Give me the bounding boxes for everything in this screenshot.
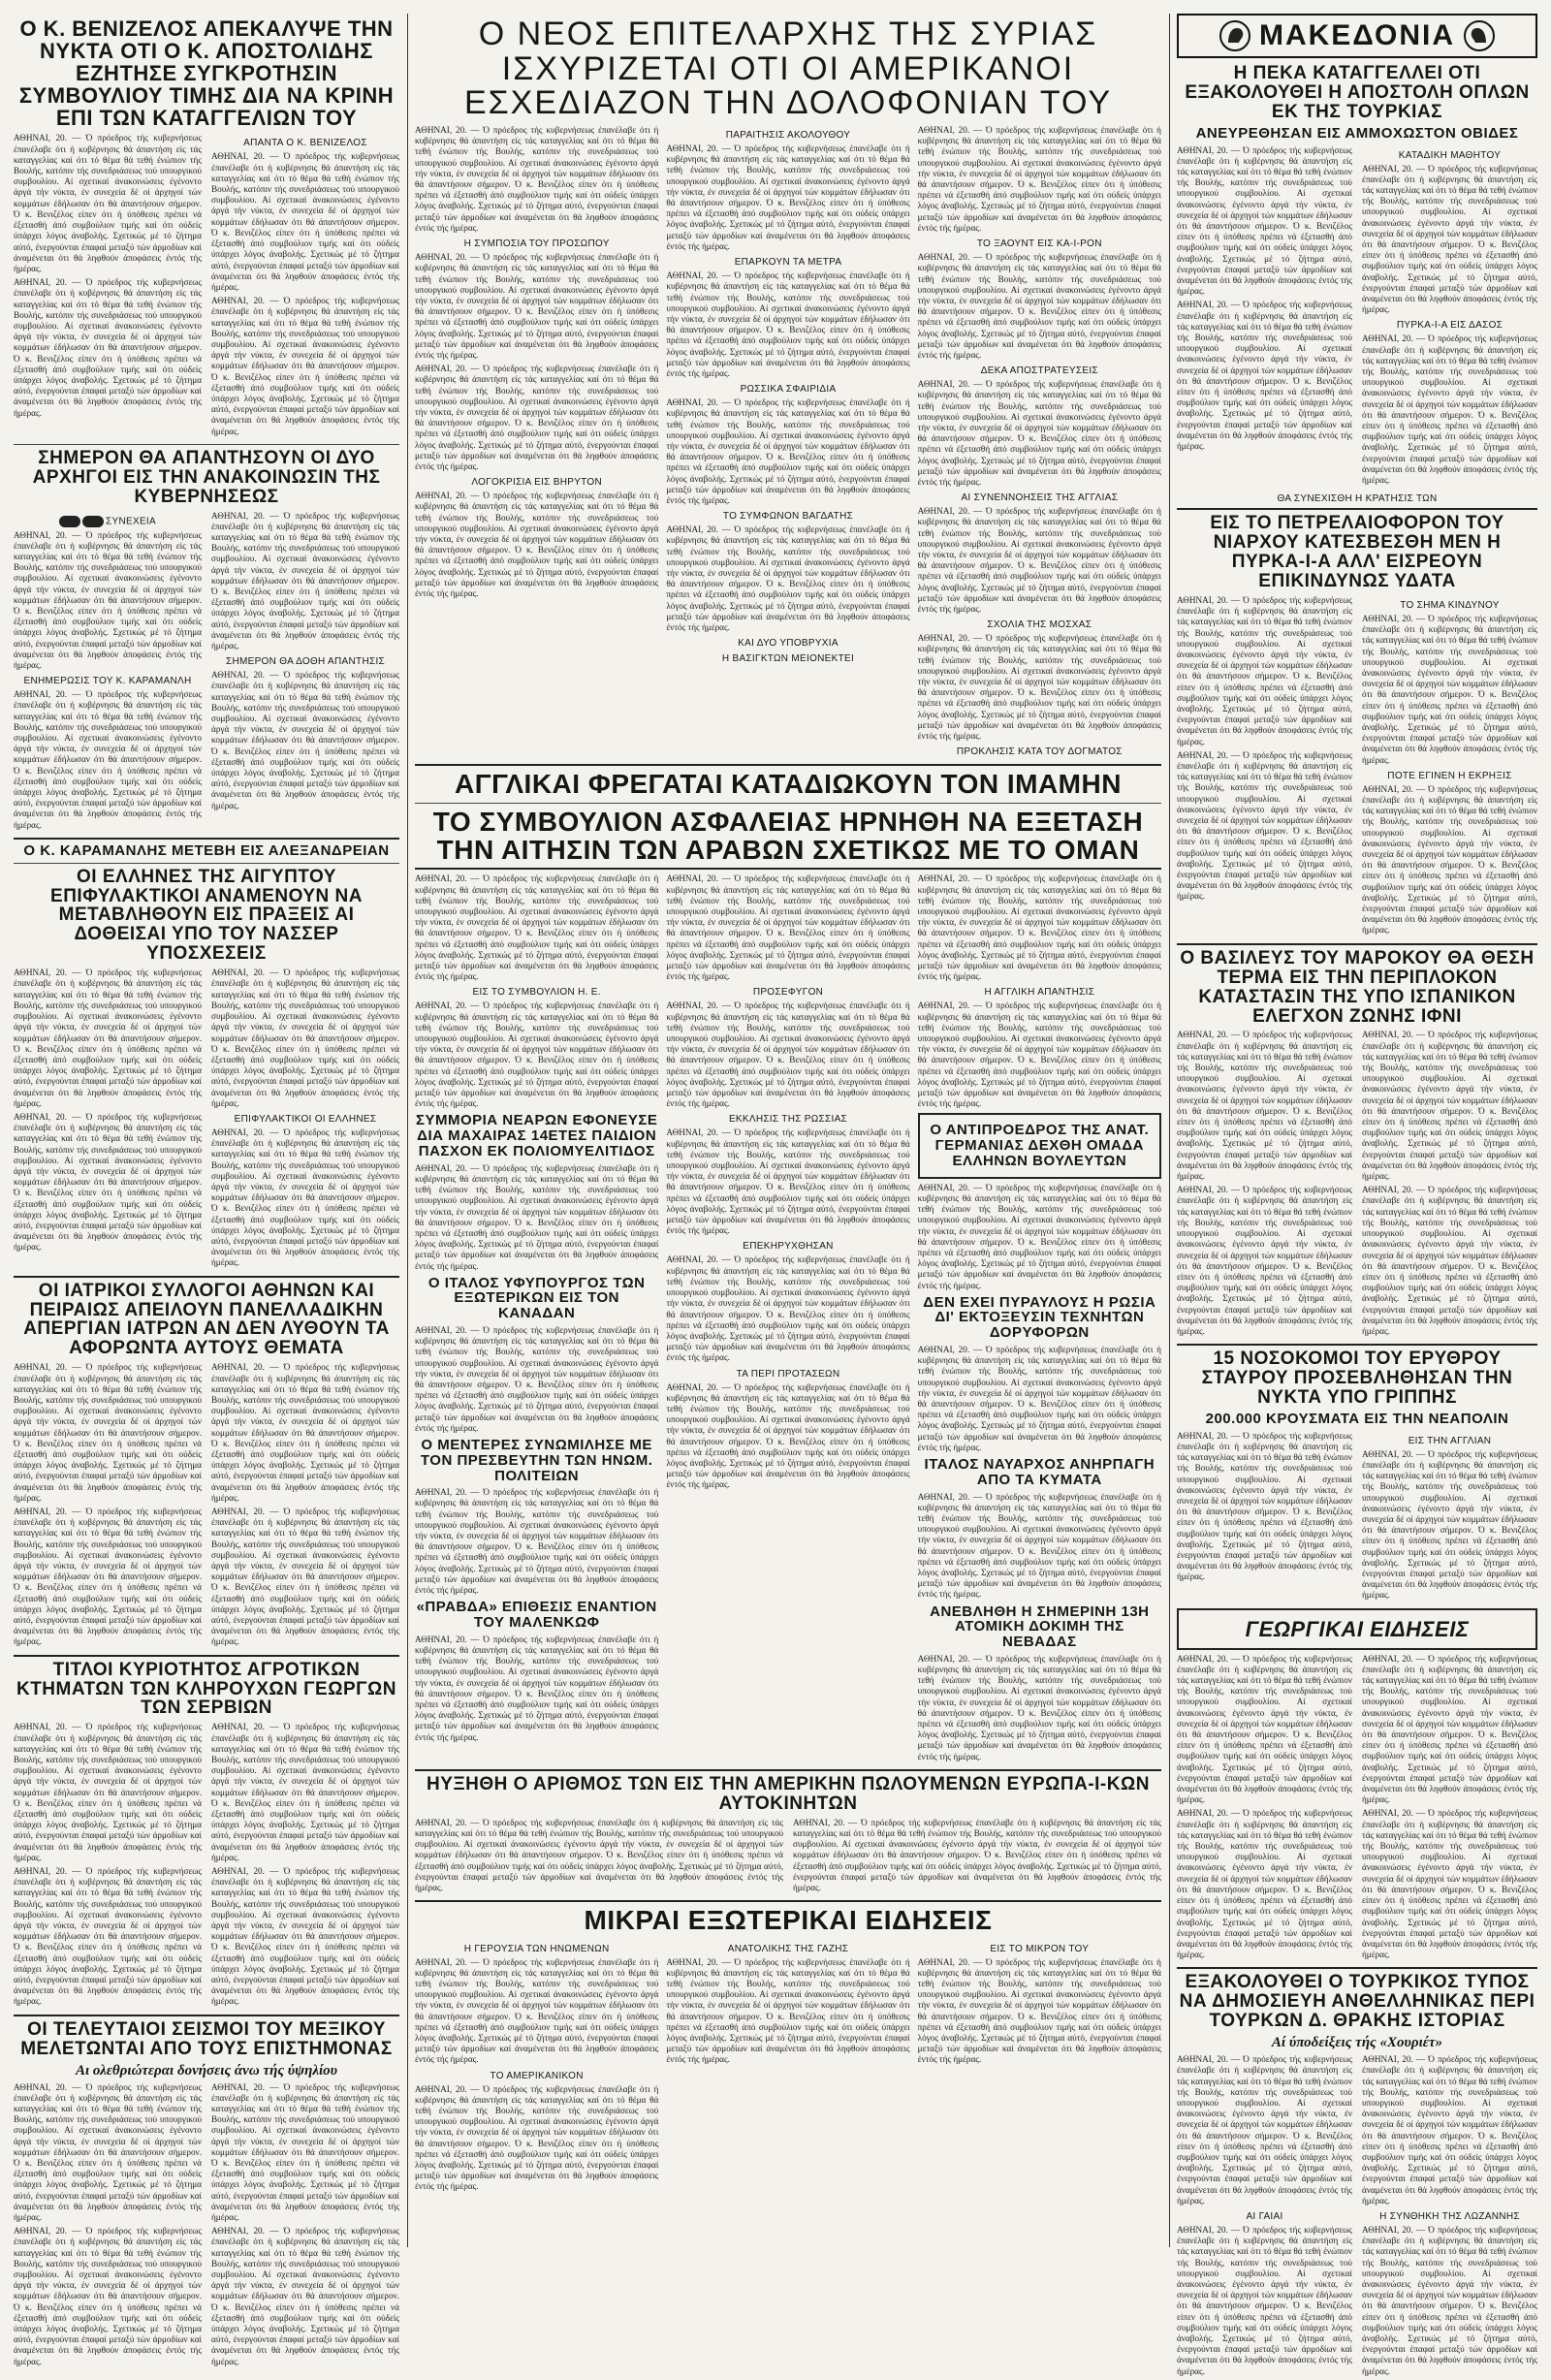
article-text: ΑΘΗΝΑΙ, 20. — Ό πρόεδρος τής κυβερνήσεως έπανέλαβε ότι ή κυβέρνησις θά άπαντήση είς τάς καταγγελίας καί ότι τό θέμα θά τεθή ένώπιον τής Βουλής, κατόπιν τής συνεδριάσεως τού υπουργικού συμβουλίου. Αί σχετικαί άνακοινώσεις έγένοντο άργά τήν νύκτα, έν συνεχεία δέ οί άρχηγοί τών κομμάτων έδήλωσαν ότι θά άπαντήσουν σήμερον. Ό κ. Βενιζέλος είπεν ότι ή ύπόθεσις πρέπει νά έξετασθή άπό συμβούλιον τιμής καί ότι ούδείς ύπάρχει λόγος άναβολής. Σχετικώς μέ τό ζήτημα αύτό, ένεργούνται έπαφαί μεταξύ τών άρμοδίων καί άναμένεται ότι θά ληφθούν άποφάσεις έντός τής ήμέρας. bbox=[666, 1254, 910, 1363]
article-text: ΑΘΗΝΑΙ, 20. — Ό πρόεδρος τής κυβερνήσεως έπανέλαβε ότι ή κυβέρνησις θά άπαντήση είς τάς καταγγελίας καί ότι τό θέμα θά τεθή ένώπιον τής Βουλής, κατόπιν τής συνεδριάσεως τού υπουργικού συμβουλίου. Αί σχετικαί άνακοινώσεις έγένοντο άργά τήν νύκτα, έν συνεχεία δέ οί άρχηγοί τών κομμάτων έδήλωσαν ότι θά άπαντήσουν σήμερον. Ό κ. Βενιζέλος είπεν ότι ή ύπόθεσις πρέπει νά έξετασθή άπό συμβούλιον τιμής καί ότι ούδείς ύπάρχει λόγος άναβολής. Σχετικώς μέ τό ζήτημα αύτό, ένεργούνται έπαφαί μεταξύ τών άρμοδίων καί άναμένεται ότι θά ληφθούν άποφάσεις έντός τής ήμέρας. bbox=[14, 529, 202, 670]
article-text: ΑΘΗΝΑΙ, 20. — Ό πρόεδρος τής κυβερνήσεως έπανέλαβε ότι ή κυβέρνησις θά άπαντήση είς τάς καταγγελίας καί ότι τό θέμα θά τεθή ένώπιον τής Βουλής, κατόπιν τής συνεδριάσεως τού υπουργικού συμβουλίου. Αί σχετικαί άνακοινώσεις έγένοντο άργά τήν νύκτα, έν συνεχεία δέ οί άρχηγοί τών κομμάτων έδήλωσαν ότι θά άπαντήσουν σήμερον. Ό κ. Βενιζέλος είπεν ότι ή ύπόθεσις πρέπει νά έξετασθή άπό συμβούλιον τιμής καί ότι ούδείς ύπάρχει λόγος άναβολής. Σχετικώς μέ τό ζήτημα αύτό, ένεργούνται έπαφαί μεταξύ τών άρμοδίων καί άναμένεται ότι θά ληφθούν άποφάσεις έντός τής ήμέρας. bbox=[666, 1000, 910, 1109]
article-text: ΑΘΗΝΑΙ, 20. — Ό πρόεδρος τής κυβερνήσεως έπανέλαβε ότι ή κυβέρνησις θά άπαντήση είς τάς καταγγελίας καί ότι τό θέμα θά τεθή ένώπιον τής Βουλής, κατόπιν τής συνεδριάσεως τού υπουργικού συμβουλίου. Αί σχετικαί άνακοινώσεις έγένοντο άργά τήν νύκτα, έν συνεχεία δέ οί άρχηγοί τών κομμάτων έδήλωσαν ότι θά άπαντήσουν σήμερον. Ό κ. Βενιζέλος είπεν ότι ή ύπόθεσις πρέπει νά έξετασθή άπό συμβούλιον τιμής καί ότι ούδείς ύπάρχει λόγος άναβολής. Σχετικώς μέ τό ζήτημα αύτό, ένεργούνται έπαφαί μεταξύ τών άρμοδίων καί άναμένεται ότι θά ληφθούν άποφάσεις έντός τής ήμέρας. bbox=[211, 1722, 399, 1862]
morocco-headline: Ο ΒΑΣΙΛΕΥΣ ΤΟΥ ΜΑΡΟΚΟΥ ΘΑ ΘΕΣΗ ΤΕΡΜΑ ΕΙΣ ΤΗΝ ΠΕΡΙΠΛΟΚΟΝ ΚΑΤΑΣΤΑΣΙΝ ΤΗΣ ΥΠΟ ΙΣΠΑΝΙΚΟΝ ΕΛΕΓΧΟΝ ΖΩΝΗΣ ΙΦΝΙ bbox=[1180, 947, 1535, 1027]
subheading: ΤΟ ΞΑΟΥΝΤ ΕΙΣ ΚΑ-Ι-ΡΟΝ bbox=[976, 238, 1102, 250]
article-text: ΑΘΗΝΑΙ, 20. — Ό πρόεδρος τής κυβερνήσεως έπανέλαβε ότι ή κυβέρνησις θά άπαντήση είς τάς καταγγελίας καί ότι τό θέμα θά τεθή ένώπιον τής Βουλής, κατόπιν τής συνεδριάσεως τού υπουργικού συμβουλίου. Αί σχετικαί άνακοινώσεις έγένοντο άργά τήν νύκτα, έν συνεχεία δέ οί άρχηγοί τών κομμάτων έδήλωσαν ότι θά άπαντήσουν σήμερον. Ό κ. Βενιζέλος είπεν ότι ή ύπόθεσις πρέπει νά έξετασθή άπό συμβούλιον τιμής καί ότι ούδείς ύπάρχει λόγος άναβολής. Σχετικώς μέ τό ζήτημα αύτό, ένεργούνται έπαφαί μεταξύ τών άρμοδίων καί άναμένεται ότι θά ληφθούν άποφάσεις έντός τής ήμέρας. bbox=[14, 968, 202, 1108]
article-text: ΑΘΗΝΑΙ, 20. — Ό πρόεδρος τής κυβερνήσεως έπανέλαβε ότι ή κυβέρνησις θά άπαντήση είς τάς καταγγελίας καί ότι τό θέμα θά τεθή ένώπιον τής Βουλής, κατόπιν τής συνεδριάσεως τού υπουργικού συμβουλίου. Αί σχετικαί άνακοινώσεις έγένοντο άργά τήν νύκτα, έν συνεχεία δέ οί άρχηγοί τών κομμάτων έδήλωσαν ότι θά άπαντήσουν σήμερον. Ό κ. Βενιζέλος είπεν ότι ή ύπόθεσις πρέπει νά έξετασθή άπό συμβούλιον τιμής καί ότι ούδείς ύπάρχει λόγος άναβολής. Σχετικώς μέ τό ζήτημα αύτό, ένεργούνται έπαφαί μεταξύ τών άρμοδίων καί άναμένεται ότι θά ληφθούν άποφάσεις έντός τής ήμέρας. bbox=[415, 1956, 659, 2065]
article-text: ΑΘΗΝΑΙ, 20. — Ό πρόεδρος τής κυβερνήσεως έπανέλαβε ότι ή κυβέρνησις θά άπαντήση είς τάς καταγγελίας καί ότι τό θέμα θά τεθή ένώπιον τής Βουλής, κατόπιν τής συνεδριάσεως τού υπουργικού συμβουλίου. Αί σχετικαί άνακοινώσεις έγένοντο άργά τήν νύκτα, έν συνεχεία δέ οί άρχηγοί τών κομμάτων έδήλωσαν ότι θά άπαντήσουν σήμερον. Ό κ. Βενιζέλος είπεν ότι ή ύπόθεσις πρέπει νά έξετασθή άπό συμβούλιον τιμής καί ότι ούδείς ύπάρχει λόγος άναβολής. Σχετικώς μέ τό ζήτημα αύτό, ένεργούνται έπαφαί μεταξύ τών άρμοδίων καί άναμένεται ότι θά ληφθούν άποφάσεις έντός τής ήμέρας. bbox=[1177, 749, 1352, 902]
article-text: ΑΘΗΝΑΙ, 20. — Ό πρόεδρος τής κυβερνήσεως έπανέλαβε ότι ή κυβέρνησις θά άπαντήση είς τάς καταγγελίας καί ότι τό θέμα θά τεθή ένώπιον τής Βουλής, κατόπιν τής συνεδριάσεως τού υπουργικού συμβουλίου. Αί σχετικαί άνακοινώσεις έγένοντο άργά τήν νύκτα, έν συνεχεία δέ οί άρχηγοί τών κομμάτων έδήλωσαν ότι θά άπαντήσουν σήμερον. Ό κ. Βενιζέλος είπεν ότι ή ύπόθεσις πρέπει νά έξετασθή άπό συμβούλιον τιμής καί ότι ούδείς ύπάρχει λόγος άναβολής. Σχετικώς μέ τό ζήτημα αύτό, ένεργούνται έπαφαί μεταξύ τών άρμοδίων καί άναμένεται ότι θά ληφθούν άποφάσεις έντός τής ήμέρας. bbox=[211, 670, 399, 810]
article-text: ΑΘΗΝΑΙ, 20. — Ό πρόεδρος τής κυβερνήσεως έπανέλαβε ότι ή κυβέρνησις θά άπαντήση είς τάς καταγγελίας καί ότι τό θέμα θά τεθή ένώπιον τής Βουλής, κατόπιν τής συνεδριάσεως τού υπουργικού συμβουλίου. Αί σχετικαί άνακοινώσεις έγένοντο άργά τήν νύκτα, έν συνεχεία δέ οί άρχηγοί τών κομμάτων έδήλωσαν ότι θά άπαντήσουν σήμερον. Ό κ. Βενιζέλος είπεν ότι ή ύπόθεσις πρέπει νά έξετασθή άπό συμβούλιον τιμής καί ότι ούδείς ύπάρχει λόγος άναβολής. Σχετικώς μέ τό ζήτημα αύτό, ένεργούνται έπαφαί μεταξύ τών άρμοδίων καί άναμένεται ότι θά ληφθούν άποφάσεις έντός τής ήμέρας. bbox=[14, 1111, 202, 1253]
article-text: ΑΘΗΝΑΙ, 20. — Ό πρόεδρος τής κυβερνήσεως έπανέλαβε ότι ή κυβέρνησις θά άπαντήση είς τάς καταγγελίας καί ότι τό θέμα θά τεθή ένώπιον τής Βουλής, κατόπιν τής συνεδριάσεως τού υπουργικού συμβουλίου. Αί σχετικαί άνακοινώσεις έγένοντο άργά τήν νύκτα, έν συνεχεία δέ οί άρχηγοί τών κομμάτων έδήλωσαν ότι θά άπαντήσουν σήμερον. Ό κ. Βενιζέλος είπεν ότι ή ύπόθεσις πρέπει νά έξετασθή άπό συμβούλιον τιμής καί ότι ούδείς ύπάρχει λόγος άναβολής. Σχετικώς μέ τό ζήτημα αύτό, ένεργούνται έπαφαί μεταξύ τών άρμοδίων καί άναμένεται ότι θά ληφθούν άποφάσεις έντός τής ήμέρας. bbox=[917, 1653, 1161, 1761]
ambassador-headline: Ο ΑΝΤΙΠΡΟΕΔΡΟΣ ΤΗΣ ΑΝΑΤ. ΓΕΡΜΑΝΙΑΣ ΔΕΧΘΗ ΟΜΑΔΑ ΕΛΛΗΝΩΝ ΒΟΥΛΕΥΤΩΝ bbox=[930, 1122, 1150, 1169]
article-text: ΑΘΗΝΑΙ, 20. — Ό πρόεδρος τής κυβερνήσεως έπανέλαβε ότι ή κυβέρνησις θά άπαντήση είς τάς καταγγελίας καί ότι τό θέμα θά τεθή ένώπιον τής Βουλής, κατόπιν τής συνεδριάσεως τού υπουργικού συμβουλίου. Αί σχετικαί άνακοινώσεις έγένοντο άργά τήν νύκτα, έν συνεχεία δέ οί άρχηγοί τών κομμάτων έδήλωσαν ότι θά άπαντήσουν σήμερον. Ό κ. Βενιζέλος είπεν ότι ή ύπόθεσις πρέπει νά έξετασθή άπό συμβούλιον τιμής καί ότι ούδείς ύπάρχει λόγος άναβολής. Σχετικώς μέ τό ζήτημα αύτό, ένεργούνται έπαφαί μεταξύ τών άρμοδίων καί άναμένεται ότι θά ληφθούν άποφάσεις έντός τής ήμέρας. bbox=[211, 2081, 399, 2222]
article-text: ΑΘΗΝΑΙ, 20. — Ό πρόεδρος τής κυβερνήσεως έπανέλαβε ότι ή κυβέρνησις θά άπαντήση είς τάς καταγγελίας καί ότι τό θέμα θά τεθή ένώπιον τής Βουλής, κατόπιν τής συνεδριάσεως τού υπουργικού συμβουλίου. Αί σχετικαί άνακοινώσεις έγένοντο άργά τήν νύκτα, έν συνεχεία δέ οί άρχηγοί τών κομμάτων έδήλωσαν ότι θά άπαντήσουν σήμερον. Ό κ. Βενιζέλος είπεν ότι ή ύπόθεσις πρέπει νά έξετασθή άπό συμβούλιον τιμής καί ότι ούδείς ύπάρχει λόγος άναβολής. Σχετικώς μέ τό ζήτημα αύτό, ένεργούνται έπαφαί μεταξύ τών άρμοδίων καί άναμένεται ότι θά ληφθούν άποφάσεις έντός τής ήμέρας. bbox=[211, 1127, 399, 1268]
article-text: ΑΘΗΝΑΙ, 20. — Ό πρόεδρος τής κυβερνήσεως έπανέλαβε ότι ή κυβέρνησις θά άπαντήση είς τάς καταγγελίας καί ότι τό θέμα θά τεθή ένώπιον τής Βουλής, κατόπιν τής συνεδριάσεως τού υπουργικού συμβουλίου. Αί σχετικαί άνακοινώσεις έγένοντο άργά τήν νύκτα, έν συνεχεία δέ οί άρχηγοί τών κομμάτων έδήλωσαν ότι θά άπαντήσουν σήμερον. Ό κ. Βενιζέλος είπεν ότι ή ύπόθεσις πρέπει νά έξετασθή άπό συμβούλιον τιμής καί ότι ούδείς ύπάρχει λόγος άναβολής. Σχετικώς μέ τό ζήτημα αύτό, ένεργούνται έπαφαί μεταξύ τών άρμοδίων καί άναμένεται ότι θά ληφθούν άποφάσεις έντός τής ήμέρας. bbox=[1177, 144, 1352, 297]
subheading: ΣΧΟΛΙΑ ΤΗΣ ΜΟΣΧΑΣ bbox=[987, 619, 1092, 631]
ornament-icon bbox=[82, 516, 104, 527]
article-text: ΑΘΗΝΑΙ, 20. — Ό πρόεδρος τής κυβερνήσεως έπανέλαβε ότι ή κυβέρνησις θά άπαντήση είς τάς καταγγελίας καί ότι τό θέμα θά τεθή ένώπιον τής Βουλής, κατόπιν τής συνεδριάσεως τού υπουργικού συμβουλίου. Αί σχετικαί άνακοινώσεις έγένοντο άργά τήν νύκτα, έν συνεχεία δέ οί άρχηγοί τών κομμάτων έδήλωσαν ότι θά άπαντήσουν σήμερον. Ό κ. Βενιζέλος είπεν ότι ή ύπόθεσις πρέπει νά έξετασθή άπό συμβούλιον τιμής καί ότι ούδείς ύπάρχει λόγος άναβολής. Σχετικώς μέ τό ζήτημα αύτό, ένεργούνται έπαφαί μεταξύ τών άρμοδίων καί άναμένεται ότι θά ληφθούν άποφάσεις έντός τής ήμέρας. bbox=[415, 1000, 659, 1109]
subheading: Η ΣΥΜΠΟΣΙΑ ΤΟΥ ΠΡΟΣΩΠΟΥ bbox=[463, 238, 610, 250]
atomic-test-headline: ΑΝΕΒΛΗΘΗ Η ΣΗΜΕΡΙΝΗ 13Η ΑΤΟΜΙΚΗ ΔΟΚΙΜΗ ΤΗΣ ΝΕΒΑΔΑΣ bbox=[930, 1603, 1150, 1651]
divider bbox=[14, 1655, 399, 1657]
article-text: ΑΘΗΝΑΙ, 20. — Ό πρόεδρος τής κυβερνήσεως έπανέλαβε ότι ή κυβέρνησις θά άπαντήση είς τάς καταγγελίας καί ότι τό θέμα θά τεθή ένώπιον τής Βουλής, κατόπιν τής συνεδριάσεως τού υπουργικού συμβουλίου. Αί σχετικαί άνακοινώσεις έγένοντο άργά τήν νύκτα, έν συνεχεία δέ οί άρχηγοί τών κομμάτων έδήλωσαν ότι θά άπαντήσουν σήμερον. Ό κ. Βενιζέλος είπεν ότι ή ύπόθεσις πρέπει νά έξετασθή άπό συμβούλιον τιμής καί ότι ούδείς ύπάρχει λόγος άναβολής. Σχετικώς μέ τό ζήτημα αύτό, ένεργούνται έπαφαί μεταξύ τών άρμοδίων καί άναμένεται ότι θά ληφθούν άποφάσεις έντός τής ήμέρας. bbox=[415, 2083, 659, 2192]
article-text: ΑΘΗΝΑΙ, 20. — Ό πρόεδρος τής κυβερνήσεως έπανέλαβε ότι ή κυβέρνησις θά άπαντήση είς τάς καταγγελίας καί ότι τό θέμα θά τεθή ένώπιον τής Βουλής, κατόπιν τής συνεδριάσεως τού υπουργικού συμβουλίου. Αί σχετικαί άνακοινώσεις έγένοντο άργά τήν νύκτα, έν συνεχεία δέ οί άρχηγοί τών κομμάτων έδήλωσαν ότι θά άπαντήσουν σήμερον. Ό κ. Βενιζέλος είπεν ότι ή ύπόθεσις πρέπει νά έξετασθή άπό συμβούλιον τιμής καί ότι ούδείς ύπάρχει λόγος άναβολής. Σχετικώς μέ τό ζήτημα αύτό, ένεργούνται έπαφαί μεταξύ τών άρμοδίων καί άναμένεται ότι θά ληφθούν άποφάσεις έντός τής ήμέρας. bbox=[666, 1956, 910, 2065]
left-column bbox=[14, 14, 399, 2366]
article-text: ΑΘΗΝΑΙ, 20. — Ό πρόεδρος τής κυβερνήσεως έπανέλαβε ότι ή κυβέρνησις θά άπαντήση είς τάς καταγγελίας καί ότι τό θέμα θά τεθή ένώπιον τής Βουλής, κατόπιν τής συνεδριάσεως τού υπουργικού συμβουλίου. Αί σχετικαί άνακοινώσεις έγένοντο άργά τήν νύκτα, έν συνεχεία δέ οί άρχηγοί τών κομμάτων έδήλωσαν ότι θά άπαντήσουν σήμερον. Ό κ. Βενιζέλος είπεν ότι ή ύπόθεσις πρέπει νά έξετασθή άπό συμβούλιον τιμής καί ότι ούδείς ύπάρχει λόγος άναβολής. Σχετικώς μέ τό ζήτημα αύτό, ένεργούνται έπαφαί μεταξύ τών άρμοδίων καί άναμένεται ότι θά ληφθούν άποφάσεις έντός τής ήμέρας. bbox=[415, 125, 659, 233]
article-text: ΑΘΗΝΑΙ, 20. — Ό πρόεδρος τής κυβερνήσεως έπανέλαβε ότι ή κυβέρνησις θά άπαντήση είς τάς καταγγελίας καί ότι τό θέμα θά τεθή ένώπιον τής Βουλής, κατόπιν τής συνεδριάσεως τού υπουργικού συμβουλίου. Αί σχετικαί άνακοινώσεις έγένοντο άργά τήν νύκτα, έν συνεχεία δέ οί άρχηγοί τών κομμάτων έδήλωσαν ότι θά άπαντήσουν σήμερον. Ό κ. Βενιζέλος είπεν ότι ή ύπόθεσις πρέπει νά έξετασθή άπό συμβούλιον τιμής καί ότι ούδείς ύπάρχει λόγος άναβολής. Σχετικώς μέ τό ζήτημα αύτό, ένεργούνται έπαφαί μεταξύ τών άρμοδίων καί άναμένεται ότι θά ληφθούν άποφάσεις έντός τής ήμέρας. bbox=[415, 1162, 659, 1271]
brief-news-headline: ΜΙΚΡΑΙ ΕΞΩΤΕΡΙΚΑΙ ΕΙΔΗΣΕΙΣ bbox=[584, 1905, 993, 1936]
peka-headline: Η ΠΕΚΑ ΚΑΤΑΓΓΕΛΛΕΙ ΟΤΙ ΕΞΑΚΟΛΟΥΘΕΙ Η ΑΠΟΣΤΟΛΗ ΟΠΛΩΝ ΕΚ ΤΗΣ ΤΟΥΡΚΙΑΣ bbox=[1185, 63, 1530, 122]
russia-satellites-headline: ΔΕΝ ΕΧΕΙ ΠΥΡΑΥΛΟΥΣ Η ΡΩΣΙΑ ΔΙ' ΕΚΤΟΞΕΥΣΙΝ ΤΕΧΝΗΤΩΝ ΔΟΡΥΦΟΡΩΝ bbox=[923, 1293, 1156, 1342]
article-text: ΑΘΗΝΑΙ, 20. — Ό πρόεδρος τής κυβερνήσεως έπανέλαβε ότι ή κυβέρνησις θά άπαντήση είς τάς καταγγελίας καί ότι τό θέμα θά τεθή ένώπιον τής Βουλής, κατόπιν τής συνεδριάσεως τού υπουργικού συμβουλίου. Αί σχετικαί άνακοινώσεις έγένοντο άργά τήν νύκτα, έν συνεχεία δέ οί άρχηγοί τών κομμάτων έδήλωσαν ότι θά άπαντήσουν σήμερον. Ό κ. Βενιζέλος είπεν ότι ή ύπόθεσις πρέπει νά έξετασθή άπό συμβούλιον τιμής καί ότι ούδείς ύπάρχει λόγος άναβολής. Σχετικώς μέ τό ζήτημα αύτό, ένεργούνται έπαφαί μεταξύ τών άρμοδίων καί άναμένεται ότι θά ληφθούν άποφάσεις έντός τής ήμέρας. bbox=[415, 491, 659, 598]
article-text: ΑΘΗΝΑΙ, 20. — Ό πρόεδρος τής κυβερνήσεως έπανέλαβε ότι ή κυβέρνησις θά άπαντήση είς τάς καταγγελίας καί ότι τό θέμα θά τεθή ένώπιον τής Βουλής, κατόπιν τής συνεδριάσεως τού υπουργικού συμβουλίου. Αί σχετικαί άνακοινώσεις έγένοντο άργά τήν νύκτα, έν συνεχεία δέ οί άρχηγοί τών κομμάτων έδήλωσαν ότι θά άπαντήσουν σήμερον. Ό κ. Βενιζέλος είπεν ότι ή ύπόθεσις πρέπει νά έξετασθή άπό συμβούλιον τιμής καί ότι ούδείς ύπάρχει λόγος άναβολής. Σχετικώς μέ τό ζήτημα αύτό, ένεργούνται έπαφαί μεταξύ τών άρμοδίων καί άναμένεται ότι θά ληφθούν άποφάσεις έντός τής ήμέρας. bbox=[211, 1866, 399, 2007]
article-text: ΑΘΗΝΑΙ, 20. — Ό πρόεδρος τής κυβερνήσεως έπανέλαβε ότι ή κυβέρνησις θά άπαντήση είς τάς καταγγελίας καί ότι τό θέμα θά τεθή ένώπιον τής Βουλής, κατόπιν τής συνεδριάσεως τού υπουργικού συμβουλίου. Αί σχετικαί άνακοινώσεις έγένοντο άργά τήν νύκτα, έν συνεχεία δέ οί άρχηγοί τών κομμάτων έδήλωσαν ότι θά άπαντήσουν σήμερον. Ό κ. Βενιζέλος είπεν ότι ή ύπόθεσις πρέπει νά έξετασθή άπό συμβούλιον τιμής καί ότι ούδείς ύπάρχει λόγος άναβολής. Σχετικώς μέ τό ζήτημα αύτό, ένεργούνται έπαφαί μεταξύ τών άρμοδίων καί άναμένεται ότι θά ληφθούν άποφάσεις έντός τής ήμέρας. bbox=[793, 1817, 1161, 1892]
article-text: ΑΘΗΝΑΙ, 20. — Ό πρόεδρος τής κυβερνήσεως έπανέλαβε ότι ή κυβέρνησις θά άπαντήση είς τάς καταγγελίας καί ότι τό θέμα θά τεθή ένώπιον τής Βουλής, κατόπιν τής συνεδριάσεως τού υπουργικού συμβουλίου. Αί σχετικαί άνακοινώσεις έγένοντο άργά τήν νύκτα, έν συνεχεία δέ οί άρχηγοί τών κομμάτων έδήλωσαν ότι θά άπαντήσουν σήμερον. Ό κ. Βενιζέλος είπεν ότι ή ύπόθεσις πρέπει νά έξετασθή άπό συμβούλιον τιμής καί ότι ούδείς ύπάρχει λόγος άναβολής. Σχετικώς μέ τό ζήτημα αύτό, ένεργούνται έπαφαί μεταξύ τών άρμοδίων καί άναμένεται ότι θά ληφθούν άποφάσεις έντός τής ήμέρας. bbox=[1177, 1430, 1352, 1582]
divider bbox=[14, 444, 399, 445]
subheading: ΠΟΤΕ ΕΓΙΝΕΝ Η ΕΚΡΗΞΙΣ bbox=[1387, 770, 1512, 781]
article-text: ΑΘΗΝΑΙ, 20. — Ό πρόεδρος τής κυβερνήσεως έπανέλαβε ότι ή κυβέρνησις θά άπαντήση είς τάς καταγγελίας καί ότι τό θέμα θά τεθή ένώπιον τής Βουλής, κατόπιν τής συνεδριάσεως τού υπουργικού συμβουλίου. Αί σχετικαί άνακοινώσεις έγένοντο άργά τήν νύκτα, έν συνεχεία δέ οί άρχηγοί τών κομμάτων έδήλωσαν ότι θά άπαντήσουν σήμερον. Ό κ. Βενιζέλος είπεν ότι ή ύπόθεσις πρέπει νά έξετασθή άπό συμβούλιον τιμής καί ότι ούδείς ύπάρχει λόγος άναβολής. Σχετικώς μέ τό ζήτημα αύτό, ένεργούνται έπαφαί μεταξύ τών άρμοδίων καί άναμένεται ότι θά ληφθούν άποφάσεις έντός τής ήμέρας. bbox=[415, 252, 659, 360]
divider bbox=[1177, 1344, 1537, 1346]
article-text: ΑΘΗΝΑΙ, 20. — Ό πρόεδρος τής κυβερνήσεως έπανέλαβε ότι ή κυβέρνησις θά άπαντήση είς τάς καταγγελίας καί ότι τό θέμα θά τεθή ένώπιον τής Βουλής, κατόπιν τής συνεδριάσεως τού υπουργικού συμβουλίου. Αί σχετικαί άνακοινώσεις έγένοντο άργά τήν νύκτα, έν συνεχεία δέ οί άρχηγοί τών κομμάτων έδήλωσαν ότι θά άπαντήσουν σήμερον. Ό κ. Βενιζέλος είπεν ότι ή ύπόθεσις πρέπει νά έξετασθή άπό συμβούλιον τιμής καί ότι ούδείς ύπάρχει λόγος άναβολής. Σχετικώς μέ τό ζήτημα αύτό, ένεργούνται έπαφαί μεταξύ τών άρμοδίων καί άναμένεται ότι θά ληφθούν άποφάσεις έντός τής ήμέρας. bbox=[14, 133, 202, 273]
article-text: ΑΘΗΝΑΙ, 20. — Ό πρόεδρος τής κυβερνήσεως έπανέλαβε ότι ή κυβέρνησις θά άπαντήση είς τάς καταγγελίας καί ότι τό θέμα θά τεθή ένώπιον τής Βουλής, κατόπιν τής συνεδριάσεως τού υπουργικού συμβουλίου. Αί σχετικαί άνακοινώσεις έγένοντο άργά τήν νύκτα, έν συνεχεία δέ οί άρχηγοί τών κομμάτων έδήλωσαν ότι θά άπαντήσουν σήμερον. Ό κ. Βενιζέλος είπεν ότι ή ύπόθεσις πρέπει νά έξετασθή άπό συμβούλιον τιμής καί ότι ούδείς ύπάρχει λόγος άναβολής. Σχετικώς μέ τό ζήτημα αύτό, ένεργούνται έπαφαί μεταξύ τών άρμοδίων καί άναμένεται ότι θά ληφθούν άποφάσεις έντός τής ήμέρας. bbox=[666, 143, 910, 251]
article-text: ΑΘΗΝΑΙ, 20. — Ό πρόεδρος τής κυβερνήσεως έπανέλαβε ότι ή κυβέρνησις θά άπαντήση είς τάς καταγγελίας καί ότι τό θέμα θά τεθή ένώπιον τής Βουλής, κατόπιν τής συνεδριάσεως τού υπουργικού συμβουλίου. Αί σχετικαί άνακοινώσεις έγένοντο άργά τήν νύκτα, έν συνεχεία δέ οί άρχηγοί τών κομμάτων έδήλωσαν ότι θά άπαντήσουν σήμερον. Ό κ. Βενιζέλος είπεν ότι ή ύπόθεσις πρέπει νά έξετασθή άπό συμβούλιον τιμής καί ότι ούδείς ύπάρχει λόγος άναβολής. Σχετικώς μέ τό ζήτημα αύτό, ένεργούνται έπαφαί μεταξύ τών άρμοδίων καί άναμένεται ότι θά ληφθούν άποφάσεις έντός τής ήμέρας. bbox=[917, 1000, 1161, 1109]
article-text: ΑΘΗΝΑΙ, 20. — Ό πρόεδρος τής κυβερνήσεως έπανέλαβε ότι ή κυβέρνησις θά άπαντήση είς τάς καταγγελίας καί ότι τό θέμα θά τεθή ένώπιον τής Βουλής, κατόπιν τής συνεδριάσεως τού υπουργικού συμβουλίου. Αί σχετικαί άνακοινώσεις έγένοντο άργά τήν νύκτα, έν συνεχεία δέ οί άρχηγοί τών κομμάτων έδήλωσαν ότι θά άπαντήσουν σήμερον. Ό κ. Βενιζέλος είπεν ότι ή ύπόθεσις πρέπει νά έξετασθή άπό συμβούλιον τιμής καί ότι ούδείς ύπάρχει λόγος άναβολής. Σχετικώς μέ τό ζήτημα αύτό, ένεργούνται έπαφαί μεταξύ τών άρμοδίων καί άναμένεται ότι θά ληφθούν άποφάσεις έντός τής ήμέρας. bbox=[917, 873, 1161, 982]
article-text: ΑΘΗΝΑΙ, 20. — Ό πρόεδρος τής κυβερνήσεως έπανέλαβε ότι ή κυβέρνησις θά άπαντήση είς τάς καταγγελίας καί ότι τό θέμα θά τεθή ένώπιον τής Βουλής, κατόπιν τής συνεδριάσεως τού υπουργικού συμβουλίου. Αί σχετικαί άνακοινώσεις έγένοντο άργά τήν νύκτα, έν συνεχεία δέ οί άρχηγοί τών κομμάτων έδήλωσαν ότι θά άπαντήσουν σήμερον. Ό κ. Βενιζέλος είπεν ότι ή ύπόθεσις πρέπει νά έξετασθή άπό συμβούλιον τιμής καί ότι ούδείς ύπάρχει λόγος άναβολής. Σχετικώς μέ τό ζήτημα αύτό, ένεργούνται έπαφαί μεταξύ τών άρμοδίων καί άναμένεται ότι θά ληφθούν άποφάσεις έντός τής ήμέρας. bbox=[1362, 333, 1537, 486]
subheading: ΤΟ ΑΜΕΡΙΚΑΝΙΚΟΝ bbox=[490, 2070, 584, 2081]
divider bbox=[415, 1900, 1161, 1902]
article-text: ΑΘΗΝΑΙ, 20. — Ό πρόεδρος τής κυβερνήσεως έπανέλαβε ότι ή κυβέρνησις θά άπαντήση είς τάς καταγγελίας καί ότι τό θέμα θά τεθή ένώπιον τής Βουλής, κατόπιν τής συνεδριάσεως τού υπουργικού συμβουλίου. Αί σχετικαί άνακοινώσεις έγένοντο άργά τήν νύκτα, έν συνεχεία δέ οί άρχηγοί τών κομμάτων έδήλωσαν ότι θά άπαντήσουν σήμερον. Ό κ. Βενιζέλος είπεν ότι ή ύπόθεσις πρέπει νά έξετασθή άπό συμβούλιον τιμής καί ότι ούδείς ύπάρχει λόγος άναβολής. Σχετικώς μέ τό ζήτημα αύτό, ένεργούνται έπαφαί μεταξύ τών άρμοδίων καί άναμένεται ότι θά ληφθούν άποφάσεις έντός τής ήμέρας. bbox=[14, 1506, 202, 1647]
karamanlis-headline: Ο Κ. ΚΑΡΑΜΑΝΛΗΣ ΜΕΤΕΒΗ ΕΙΣ ΑΛΕΞΑΝΔΡΕΙΑΝ bbox=[23, 841, 390, 859]
frigates-headline: ΑΓΓΛΙΚΑΙ ΦΡΕΓΑΤΑΙ ΚΑΤΑΔΙΩΚΟΥΝ ΤΟΝ ΙΜΑΜΗΝ bbox=[455, 769, 1122, 800]
right-column bbox=[1177, 14, 1537, 2376]
flu-cases-subheadline: 200.000 ΚΡΟΥΣΜΑΤΑ ΕΙΣ ΤΗΝ ΝΕΑΠΟΛΙΝ bbox=[1205, 1410, 1509, 1427]
article-text: ΑΘΗΝΑΙ, 20. — Ό πρόεδρος τής κυβερνήσεως έπανέλαβε ότι ή κυβέρνησις θά άπαντήση είς τάς καταγγελίας καί ότι τό θέμα θά τεθή ένώπιον τής Βουλής, κατόπιν τής συνεδριάσεως τού υπουργικού συμβουλίου. Αί σχετικαί άνακοινώσεις έγένοντο άργά τήν νύκτα, έν συνεχεία δέ οί άρχηγοί τών κομμάτων έδήλωσαν ότι θά άπαντήσουν σήμερον. Ό κ. Βενιζέλος είπεν ότι ή ύπόθεσις πρέπει νά έξετασθή άπό συμβούλιον τιμής καί ότι ούδείς ύπάρχει λόγος άναβολής. Σχετικώς μέ τό ζήτημα αύτό, ένεργούνται έπαφαί μεταξύ τών άρμοδίων καί άναμένεται ότι θά ληφθούν άποφάσεις έντός τής ήμέρας. bbox=[1362, 1653, 1537, 1805]
article-text: ΑΘΗΝΑΙ, 20. — Ό πρόεδρος τής κυβερνήσεως έπανέλαβε ότι ή κυβέρνησις θά άπαντήση είς τάς καταγγελίας καί ότι τό θέμα θά τεθή ένώπιον τής Βουλής, κατόπιν τής συνεδριάσεως τού υπουργικού συμβουλίου. Αί σχετικαί άνακοινώσεις έγένοντο άργά τήν νύκτα, έν συνεχεία δέ οί άρχηγοί τών κομμάτων έδήλωσαν ότι θά άπαντήσουν σήμερον. Ό κ. Βενιζέλος είπεν ότι ή ύπόθεσις πρέπει νά έξετασθή άπό συμβούλιον τιμής καί ότι ούδείς ύπάρχει λόγος άναβολής. Σχετικώς μέ τό ζήτημα αύτό, ένεργούνται έπαφαί μεταξύ τών άρμοδίων καί άναμένεται ότι θά ληφθούν άποφάσεις έντός τής ήμέρας. bbox=[666, 873, 910, 982]
article-text: ΑΘΗΝΑΙ, 20. — Ό πρόεδρος τής κυβερνήσεως έπανέλαβε ότι ή κυβέρνησις θά άπαντήση είς τάς καταγγελίας καί ότι τό θέμα θά τεθή ένώπιον τής Βουλής, κατόπιν τής συνεδριάσεως τού υπουργικού συμβουλίου. Αί σχετικαί άνακοινώσεις έγένοντο άργά τήν νύκτα, έν συνεχεία δέ οί άρχηγοί τών κομμάτων έδήλωσαν ότι θά άπαντήσουν σήμερον. Ό κ. Βενιζέλος είπεν ότι ή ύπόθεσις πρέπει νά έξετασθή άπό συμβούλιον τιμής καί ότι ούδείς ύπάρχει λόγος άναβολής. Σχετικώς μέ τό ζήτημα αύτό, ένεργούνται έπαφαί μεταξύ τών άρμοδίων καί άναμένεται ότι θά ληφθούν άποφάσεις έντός τής ήμέρας. bbox=[1177, 2224, 1352, 2376]
divider bbox=[415, 764, 1161, 766]
subheading: ΕΠΑΡΚΟΥΝ ΤΑ ΜΕΤΡΑ bbox=[734, 257, 842, 269]
article-text: ΑΘΗΝΑΙ, 20. — Ό πρόεδρος τής κυβερνήσεως έπανέλαβε ότι ή κυβέρνησις θά άπαντήση είς τάς καταγγελίας καί ότι τό θέμα θά τεθή ένώπιον τής Βουλής, κατόπιν τής συνεδριάσεως τού υπουργικού συμβουλίου. Αί σχετικαί άνακοινώσεις έγένοντο άργά τήν νύκτα, έν συνεχεία δέ οί άρχηγοί τών κομμάτων έδήλωσαν ότι θά άπαντήσουν σήμερον. Ό κ. Βενιζέλος είπεν ότι ή ύπόθεσις πρέπει νά έξετασθή άπό συμβούλιον τιμής καί ότι ούδείς ύπάρχει λόγος άναβολής. Σχετικώς μέ τό ζήτημα αύτό, ένεργούνται έπαφαί μεταξύ τών άρμοδίων καί άναμένεται ότι θά ληφθούν άποφάσεις έντός τής ήμέρας. bbox=[1362, 2054, 1537, 2205]
subheading: ΠΡΟΣΕΦΥΓΟΝ bbox=[752, 987, 824, 999]
article-text: ΑΘΗΝΑΙ, 20. — Ό πρόεδρος τής κυβερνήσεως έπανέλαβε ότι ή κυβέρνησις θά άπαντήση είς τάς καταγγελίας καί ότι τό θέμα θά τεθή ένώπιον τής Βουλής, κατόπιν τής συνεδριάσεως τού υπουργικού συμβουλίου. Αί σχετικαί άνακοινώσεις έγένοντο άργά τήν νύκτα, έν συνεχεία δέ οί άρχηγοί τών κομμάτων έδήλωσαν ότι θά άπαντήσουν σήμερον. Ό κ. Βενιζέλος είπεν ότι ή ύπόθεσις πρέπει νά έξετασθή άπό συμβούλιον τιμής καί ότι ούδείς ύπάρχει λόγος άναβολής. Σχετικώς μέ τό ζήτημα αύτό, ένεργούνται έπαφαί μεταξύ τών άρμοδίων καί άναμένεται ότι θά ληφθούν άποφάσεις έντός τής ήμέρας. bbox=[14, 1866, 202, 2007]
subheading: ΕΚΚΛΗΣΙΣ ΤΗΣ ΡΩΣΣΙΑΣ bbox=[728, 1114, 848, 1126]
subheading: ΘΑ ΣΥΝΕΧΙΣΘΗ Η ΚΡΑΤΗΣΙΣ ΤΩΝ bbox=[1277, 493, 1438, 505]
divider bbox=[1177, 943, 1537, 945]
article-text: ΑΘΗΝΑΙ, 20. — Ό πρόεδρος τής κυβερνήσεως έπανέλαβε ότι ή κυβέρνησις θά άπαντήση είς τάς καταγγελίας καί ότι τό θέμα θά τεθή ένώπιον τής Βουλής, κατόπιν τής συνεδριάσεως τού υπουργικού συμβουλίου. Αί σχετικαί άνακοινώσεις έγένοντο άργά τήν νύκτα, έν συνεχεία δέ οί άρχηγοί τών κομμάτων έδήλωσαν ότι θά άπαντήσουν σήμερον. Ό κ. Βενιζέλος είπεν ότι ή ύπόθεσις πρέπει νά έξετασθή άπό συμβούλιον τιμής καί ότι ούδείς ύπάρχει λόγος άναβολής. Σχετικώς μέ τό ζήτημα αύτό, ένεργούνται έπαφαί μεταξύ τών άρμοδίων καί άναμένεται ότι θά ληφθούν άποφάσεις έντός τής ήμέρας. bbox=[1362, 1185, 1537, 1336]
article-text: ΑΘΗΝΑΙ, 20. — Ό πρόεδρος τής κυβερνήσεως έπανέλαβε ότι ή κυβέρνησις θά άπαντήση είς τάς καταγγελίας καί ότι τό θέμα θά τεθή ένώπιον τής Βουλής, κατόπιν τής συνεδριάσεως τού υπουργικού συμβουλίου. Αί σχετικαί άνακοινώσεις έγένοντο άργά τήν νύκτα, έν συνεχεία δέ οί άρχηγοί τών κομμάτων έδήλωσαν ότι θά άπαντήσουν σήμερον. Ό κ. Βενιζέλος είπεν ότι ή ύπόθεσις πρέπει νά έξετασθή άπό συμβούλιον τιμής καί ότι ούδείς ύπάρχει λόγος άναβολής. Σχετικώς μέ τό ζήτημα αύτό, ένεργούνται έπαφαί μεταξύ τών άρμοδίων καί άναμένεται ότι θά ληφθούν άποφάσεις έντός τής ήμέρας. bbox=[14, 1722, 202, 1862]
divider bbox=[415, 803, 1161, 804]
subheading: ΕΠΕΚΗΡΥΧΘΗΣΑΝ bbox=[743, 1241, 834, 1253]
article-text: ΑΘΗΝΑΙ, 20. — Ό πρόεδρος τής κυβερνήσεως έπανέλαβε ότι ή κυβέρνησις θά άπαντήση είς τάς καταγγελίας καί ότι τό θέμα θά τεθή ένώπιον τής Βουλής, κατόπιν τής συνεδριάσεως τού υπουργικού συμβουλίου. Αί σχετικαί άνακοινώσεις έγένοντο άργά τήν νύκτα, έν συνεχεία δέ οί άρχηγοί τών κομμάτων έδήλωσαν ότι θά άπαντήσουν σήμερον. Ό κ. Βενιζέλος είπεν ότι ή ύπόθεσις πρέπει νά έξετασθή άπό συμβούλιον τιμής καί ότι ούδείς ύπάρχει λόγος άναβολής. Σχετικώς μέ τό ζήτημα αύτό, ένεργούνται έπαφαί μεταξύ τών άρμοδίων καί άναμένεται ότι θά ληφθούν άποφάσεις έντός τής ήμέρας. bbox=[666, 1381, 910, 1490]
article-text: ΑΘΗΝΑΙ, 20. — Ό πρόεδρος τής κυβερνήσεως έπανέλαβε ότι ή κυβέρνησις θά άπαντήση είς τάς καταγγελίας καί ότι τό θέμα θά τεθή ένώπιον τής Βουλής, κατόπιν τής συνεδριάσεως τού υπουργικού συμβουλίου. Αί σχετικαί άνακοινώσεις έγένοντο άργά τήν νύκτα, έν συνεχεία δέ οί άρχηγοί τών κομμάτων έδήλωσαν ότι θά άπαντήσουν σήμερον. Ό κ. Βενιζέλος είπεν ότι ή ύπόθεσις πρέπει νά έξετασθή άπό συμβούλιον τιμής καί ότι ούδείς ύπάρχει λόγος άναβολής. Σχετικώς μέ τό ζήτημα αύτό, ένεργούνται έπαφαί μεταξύ τών άρμοδίων καί άναμένεται ότι θά ληφθούν άποφάσεις έντός τής ήμέρας. bbox=[917, 633, 1161, 742]
article-text: ΑΘΗΝΑΙ, 20. — Ό πρόεδρος τής κυβερνήσεως έπανέλαβε ότι ή κυβέρνησις θά άπαντήση είς τάς καταγγελίας καί ότι τό θέμα θά τεθή ένώπιον τής Βουλής, κατόπιν τής συνεδριάσεως τού υπουργικού συμβουλίου. Αί σχετικαί άνακοινώσεις έγένοντο άργά τήν νύκτα, έν συνεχεία δέ οί άρχηγοί τών κομμάτων έδήλωσαν ότι θά άπαντήσουν σήμερον. Ό κ. Βενιζέλος είπεν ότι ή ύπόθεσις πρέπει νά έξετασθή άπό συμβούλιον τιμής καί ότι ούδείς ύπάρχει λόγος άναβολής. Σχετικώς μέ τό ζήτημα αύτό, ένεργούνται έπαφαί μεταξύ τών άρμοδίων καί άναμένεται ότι θά ληφθούν άποφάσεις έντός τής ήμέρας. bbox=[1362, 1448, 1537, 1601]
article-text: ΑΘΗΝΑΙ, 20. — Ό πρόεδρος τής κυβερνήσεως έπανέλαβε ότι ή κυβέρνησις θά άπαντήση είς τάς καταγγελίας καί ότι τό θέμα θά τεθή ένώπιον τής Βουλής, κατόπιν τής συνεδριάσεως τού υπουργικού συμβουλίου. Αί σχετικαί άνακοινώσεις έγένοντο άργά τήν νύκτα, έν συνεχεία δέ οί άρχηγοί τών κομμάτων έδήλωσαν ότι θά άπαντήσουν σήμερον. Ό κ. Βενιζέλος είπεν ότι ή ύπόθεσις πρέπει νά έξετασθή άπό συμβούλιον τιμής καί ότι ούδείς ύπάρχει λόγος άναβολής. Σχετικώς μέ τό ζήτημα αύτό, ένεργούνται έπαφαί μεταξύ τών άρμοδίων καί άναμένεται ότι θά ληφθούν άποφάσεις έντός τής ήμέρας. bbox=[917, 1182, 1161, 1290]
ornament-icon bbox=[59, 516, 80, 527]
article-text: ΑΘΗΝΑΙ, 20. — Ό πρόεδρος τής κυβερνήσεως έπανέλαβε ότι ή κυβέρνησις θά άπαντήση είς τάς καταγγελίας καί ότι τό θέμα θά τεθή ένώπιον τής Βουλής, κατόπιν τής συνεδριάσεως τού υπουργικού συμβουλίου. Αί σχετικαί άνακοινώσεις έγένοντο άργά τήν νύκτα, έν συνεχεία δέ οί άρχηγοί τών κομμάτων έδήλωσαν ότι θά άπαντήσουν σήμερον. Ό κ. Βενιζέλος είπεν ότι ή ύπόθεσις πρέπει νά έξετασθή άπό συμβούλιον τιμής καί ότι ούδείς ύπάρχει λόγος άναβολής. Σχετικώς μέ τό ζήτημα αύτό, ένεργούνται έπαφαί μεταξύ τών άρμοδίων καί άναμένεται ότι θά ληφθούν άποφάσεις έντός τής ήμέρας. bbox=[14, 2226, 202, 2366]
venizelos-headline: Ο Κ. ΒΕΝΙΖΕΛΟΣ ΑΠΕΚΑΛΥΨΕ ΤΗΝ ΝΥΚΤΑ ΟΤΙ Ο Κ. ΑΠΟΣΤΟΛΙΔΗΣ ΕΖΗΤΗΣΕ ΣΥΓΚΡΟΤΗΣΙΝ ΣΥΜΒΟΥΛΙΟΥ ΤΙΜΗΣ ΔΙΑ ΝΑ ΚΡΙΝΗ ΕΠΙ ΤΩΝ ΚΑΤΑΓΓΕΛΙΩΝ ΤΟΥ bbox=[18, 16, 395, 131]
subheading: Η ΑΓΓΛΙΚΗ ΑΠΑΝΤΗΣΙΣ bbox=[984, 987, 1095, 999]
gang-headline: ΣΥΜΜΟΡΙΑ ΝΕΑΡΩΝ ΕΦΟΝΕΥΣΕ ΔΙΑ ΜΑΧΑΙΡΑΣ 14ΕΤΕΣ ΠΑΙΔΙΟΝ ΠΑΣΧΟΝ ΕΚ ΠΟΛΙΟΜΥΕΛΙΤΙΔΟΣ bbox=[415, 1112, 658, 1159]
doctors-headline: ΟΙ ΙΑΤΡΙΚΟΙ ΣΥΛΛΟΓΟΙ ΑΘΗΝΩΝ ΚΑΙ ΠΕΙΡΑΙΩΣ ΑΠΕΙΛΟΥΝ ΠΑΝΕΛΛΑΔΙΚΗΝ ΑΠΕΡΓΙΑΝ ΙΑΤΡΩΝ ΑΝ ΔΕΝ ΛΥΘΟΥΝ ΤΑ ΑΦΟΡΩΝΤΑ ΑΥΤΟΥΣ ΘΕΜΑΤΑ bbox=[23, 1280, 390, 1359]
titles-headline: ΤΙΤΛΟΙ ΚΥΡΙΟΤΗΤΟΣ ΑΓΡΟΤΙΚΩΝ ΚΤΗΜΑΤΩΝ ΤΩΝ ΚΛΗΡΟΥΧΩΝ ΓΕΩΡΓΩΝ ΤΩΝ ΣΕΡΒΙΩΝ bbox=[16, 1659, 396, 1719]
subheading: Η ΣΥΝΘΗΚΗ ΤΗΣ ΛΩΖΑΝΝΗΣ bbox=[1379, 2210, 1520, 2222]
article-text: ΑΘΗΝΑΙ, 20. — Ό πρόεδρος τής κυβερνήσεως έπανέλαβε ότι ή κυβέρνησις θά άπαντήση είς τάς καταγγελίας καί ότι τό θέμα θά τεθή ένώπιον τής Βουλής, κατόπιν τής συνεδριάσεως τού υπουργικού συμβουλίου. Αί σχετικαί άνακοινώσεις έγένοντο άργά τήν νύκτα, έν συνεχεία δέ οί άρχηγοί τών κομμάτων έδήλωσαν ότι θά άπαντήσουν σήμερον. Ό κ. Βενιζέλος είπεν ότι ή ύπόθεσις πρέπει νά έξετασθή άπό συμβούλιον τιμής καί ότι ούδείς ύπάρχει λόγος άναβολής. Σχετικώς μέ τό ζήτημα αύτό, ένεργούνται έπαφαί μεταξύ τών άρμοδίων καί άναμένεται ότι θά ληφθούν άποφάσεις έντός τής ήμέρας. bbox=[1177, 1808, 1352, 1960]
divider bbox=[14, 2015, 399, 2016]
subheading: ΑΙ ΣΥΝΕΝΝΟΗΣΕΙΣ ΤΗΣ ΑΓΓΛΙΑΣ bbox=[961, 492, 1119, 504]
leaders-headline: ΣΗΜΕΡΟΝ ΘΑ ΑΠΑΝΤΗΣΟΥΝ ΟΙ ΔΥΟ ΑΡΧΗΓΟΙ ΕΙΣ ΤΗΝ ΑΝΑΚΟΙΝΩΣΙΝ ΤΗΣ ΚΥΒΕΡΝΗΣΕΩΣ bbox=[32, 447, 381, 507]
cars-headline: ΗΥΞΗΘΗ Ο ΑΡΙΘΜΟΣ ΤΩΝ ΕΙΣ ΤΗΝ ΑΜΕΡΙΚΗΝ ΠΩΛΟΥΜΕΝΩΝ ΕΥΡΩΠΑ-Ι-ΚΩΝ ΑΥΤΟΚΙΝΗΤΩΝ bbox=[427, 1773, 1150, 1814]
article-text: ΑΘΗΝΑΙ, 20. — Ό πρόεδρος τής κυβερνήσεως έπανέλαβε ότι ή κυβέρνησις θά άπαντήση είς τάς καταγγελίας καί ότι τό θέμα θά τεθή ένώπιον τής Βουλής, κατόπιν τής συνεδριάσεως τού υπουργικού συμβουλίου. Αί σχετικαί άνακοινώσεις έγένοντο άργά τήν νύκτα, έν συνεχεία δέ οί άρχηγοί τών κομμάτων έδήλωσαν ότι θά άπαντήσουν σήμερον. Ό κ. Βενιζέλος είπεν ότι ή ύπόθεσις πρέπει νά έξετασθή άπό συμβούλιον τιμής καί ότι ούδείς ύπάρχει λόγος άναβολής. Σχετικώς μέ τό ζήτημα αύτό, ένεργούνται έπαφαί μεταξύ τών άρμοδίων καί άναμένεται ότι θά ληφθούν άποφάσεις έντός τής ήμέρας. bbox=[1362, 614, 1537, 765]
article-text: ΑΘΗΝΑΙ, 20. — Ό πρόεδρος τής κυβερνήσεως έπανέλαβε ότι ή κυβέρνησις θά άπαντήση είς τάς καταγγελίας καί ότι τό θέμα θά τεθή ένώπιον τής Βουλής, κατόπιν τής συνεδριάσεως τού υπουργικού συμβουλίου. Αί σχετικαί άνακοινώσεις έγένοντο άργά τήν νύκτα, έν συνεχεία δέ οί άρχηγοί τών κομμάτων έδήλωσαν ότι θά άπαντήσουν σήμερον. Ό κ. Βενιζέλος είπεν ότι ή ύπόθεσις πρέπει νά έξετασθή άπό συμβούλιον τιμής καί ότι ούδείς ύπάρχει λόγος άναβολής. Σχετικώς μέ τό ζήτημα αύτό, ένεργούνται έπαφαί μεταξύ τών άρμοδίων καί άναμένεται ότι θά ληφθούν άποφάσεις έντός τής ήμέρας. bbox=[1362, 1030, 1537, 1182]
article-text: ΑΘΗΝΑΙ, 20. — Ό πρόεδρος τής κυβερνήσεως έπανέλαβε ότι ή κυβέρνησις θά άπαντήση είς τάς καταγγελίας καί ότι τό θέμα θά τεθή ένώπιον τής Βουλής, κατόπιν τής συνεδριάσεως τού υπουργικού συμβουλίου. Αί σχετικαί άνακοινώσεις έγένοντο άργά τήν νύκτα, έν συνεχεία δέ οί άρχηγοί τών κομμάτων έδήλωσαν ότι θά άπαντήσουν σήμερον. Ό κ. Βενιζέλος είπεν ότι ή ύπόθεσις πρέπει νά έξετασθή άπό συμβούλιον τιμής καί ότι ούδείς ύπάρχει λόγος άναβολής. Σχετικώς μέ τό ζήτημα αύτό, ένεργούνται έπαφαί μεταξύ τών άρμοδίων καί άναμένεται ότι θά ληφθούν άποφάσεις έντός τής ήμέρας. bbox=[1177, 2054, 1352, 2205]
divider bbox=[1177, 1967, 1537, 1969]
mexico-headline: ΟΙ ΤΕΛΕΥΤΑΙΟΙ ΣΕΙΣΜΟΙ ΤΟΥ ΜΕΞΙΚΟΥ ΜΕΛΕΤΩΝΤΑΙ ΑΠΟ ΤΟΥΣ ΕΠΙΣΤΗΜΟΝΑΣ bbox=[20, 2018, 393, 2059]
article-text: ΑΘΗΝΑΙ, 20. — Ό πρόεδρος τής κυβερνήσεως έπανέλαβε ότι ή κυβέρνησις θά άπαντήση είς τάς καταγγελίας καί ότι τό θέμα θά τεθή ένώπιον τής Βουλής, κατόπιν τής συνεδριάσεως τού υπουργικού συμβουλίου. Αί σχετικαί άνακοινώσεις έγένοντο άργά τήν νύκτα, έν συνεχεία δέ οί άρχηγοί τών κομμάτων έδήλωσαν ότι θά άπαντήσουν σήμερον. Ό κ. Βενιζέλος είπεν ότι ή ύπόθεσις πρέπει νά έξετασθή άπό συμβούλιον τιμής καί ότι ούδείς ύπάρχει λόγος άναβολής. Σχετικώς μέ τό ζήτημα αύτό, ένεργούνται έπαφαί μεταξύ τών άρμοδίων καί άναμένεται ότι θά ληφθούν άποφάσεις έντός τής ήμέρας. bbox=[1362, 783, 1537, 936]
security-council-headline: ΤΟ ΣΥΜΒΟΥΛΙΟΝ ΑΣΦΑΛΕΙΑΣ ΗΡΝΗΘΗ ΝΑ ΕΞΕΤΑΣΗ ΤΗΝ ΑΙΤΗΣΙΝ ΤΩΝ ΑΡΑΒΩΝ ΣΧΕΤΙΚΩΣ ΜΕ ΤΟ ΟΜΑΝ bbox=[432, 806, 1144, 865]
article-text: ΑΘΗΝΑΙ, 20. — Ό πρόεδρος τής κυβερνήσεως έπανέλαβε ότι ή κυβέρνησις θά άπαντήση είς τάς καταγγελίας καί ότι τό θέμα θά τεθή ένώπιον τής Βουλής, κατόπιν τής συνεδριάσεως τού υπουργικού συμβουλίου. Αί σχετικαί άνακοινώσεις έγένοντο άργά τήν νύκτα, έν συνεχεία δέ οί άρχηγοί τών κομμάτων έδήλωσαν ότι θά άπαντήσουν σήμερον. Ό κ. Βενιζέλος είπεν ότι ή ύπόθεσις πρέπει νά έξετασθή άπό συμβούλιον τιμής καί ότι ούδείς ύπάρχει λόγος άναβολής. Σχετικώς μέ τό ζήτημα αύτό, ένεργούνται έπαφαί μεταξύ τών άρμοδίων καί άναμένεται ότι θά ληφθούν άποφάσεις έντός τής ήμέρας. bbox=[211, 2226, 399, 2366]
article-text: ΑΘΗΝΑΙ, 20. — Ό πρόεδρος τής κυβερνήσεως έπανέλαβε ότι ή κυβέρνησις θά άπαντήση είς τάς καταγγελίας καί ότι τό θέμα θά τεθή ένώπιον τής Βουλής, κατόπιν τής συνεδριάσεως τού υπουργικού συμβουλίου. Αί σχετικαί άνακοινώσεις έγένοντο άργά τήν νύκτα, έν συνεχεία δέ οί άρχηγοί τών κομμάτων έδήλωσαν ότι θά άπαντήσουν σήμερον. Ό κ. Βενιζέλος είπεν ότι ή ύπόθεσις πρέπει νά έξετασθή άπό συμβούλιον τιμής καί ότι ούδείς ύπάρχει λόγος άναβολής. Σχετικώς μέ τό ζήτημα αύτό, ένεργούνται έπαφαί μεταξύ τών άρμοδίων καί άναμένεται ότι θά ληφθούν άποφάσεις έντός τής ήμέρας. bbox=[917, 1956, 1161, 2065]
syria-headline: Ο ΝΕΟΣ ΕΠΙΤΕΛΑΡΧΗΣ ΤΗΣ ΣΥΡΙΑΣ ΙΣΧΥΡΙΖΕΤΑΙ ΟΤΙ ΟΙ ΑΜΕΡΙΚΑΝΟΙ ΕΣΧΕΔΙΑΖΟΝ ΤΗΝ ΔΟΛΟΦΟΝΙΑΝ ΤΟΥ bbox=[463, 16, 1113, 122]
article-text: ΑΘΗΝΑΙ, 20. — Ό πρόεδρος τής κυβερνήσεως έπανέλαβε ότι ή κυβέρνησις θά άπαντήση είς τάς καταγγελίας καί ότι τό θέμα θά τεθή ένώπιον τής Βουλής, κατόπιν τής συνεδριάσεως τού υπουργικού συμβουλίου. Αί σχετικαί άνακοινώσεις έγένοντο άργά τήν νύκτα, έν συνεχεία δέ οί άρχηγοί τών κομμάτων έδήλωσαν ότι θά άπαντήσουν σήμερον. Ό κ. Βενιζέλος είπεν ότι ή ύπόθεσις πρέπει νά έξετασθή άπό συμβούλιον τιμής καί ότι ούδείς ύπάρχει λόγος άναβολής. Σχετικώς μέ τό ζήτημα αύτό, ένεργούνται έπαφαί μεταξύ τών άρμοδίων καί άναμένεται ότι θά ληφθούν άποφάσεις έντός τής ήμέρας. bbox=[415, 1634, 659, 1742]
column-rule bbox=[1169, 14, 1170, 2247]
article-text: ΑΘΗΝΑΙ, 20. — Ό πρόεδρος τής κυβερνήσεως έπανέλαβε ότι ή κυβέρνησις θά άπαντήση είς τάς καταγγελίας καί ότι τό θέμα θά τεθή ένώπιον τής Βουλής, κατόπιν τής συνεδριάσεως τού υπουργικού συμβουλίου. Αί σχετικαί άνακοινώσεις έγένοντο άργά τήν νύκτα, έν συνεχεία δέ οί άρχηγοί τών κομμάτων έδήλωσαν ότι θά άπαντήσουν σήμερον. Ό κ. Βενιζέλος είπεν ότι ή ύπόθεσις πρέπει νά έξετασθή άπό συμβούλιον τιμής καί ότι ούδείς ύπάρχει λόγος άναβολής. Σχετικώς μέ τό ζήτημα αύτό, ένεργούνται έπαφαί μεταξύ τών άρμοδίων καί άναμένεται ότι θά ληφθούν άποφάσεις έντός τής ήμέρας. bbox=[1362, 1808, 1537, 1960]
divider bbox=[1177, 508, 1537, 510]
article-text: ΑΘΗΝΑΙ, 20. — Ό πρόεδρος τής κυβερνήσεως έπανέλαβε ότι ή κυβέρνησις θά άπαντήση είς τάς καταγγελίας καί ότι τό θέμα θά τεθή ένώπιον τής Βουλής, κατόπιν τής συνεδριάσεως τού υπουργικού συμβουλίου. Αί σχετικαί άνακοινώσεις έγένοντο άργά τήν νύκτα, έν συνεχεία δέ οί άρχηγοί τών κομμάτων έδήλωσαν ότι θά άπαντήσουν σήμερον. Ό κ. Βενιζέλος είπεν ότι ή ύπόθεσις πρέπει νά έξετασθή άπό συμβούλιον τιμής καί ότι ούδείς ύπάρχει λόγος άναβολής. Σχετικώς μέ τό ζήτημα αύτό, ένεργούνται έπαφαί μεταξύ τών άρμοδίων καί άναμένεται ότι θά ληφθούν άποφάσεις έντός τής ήμέρας. bbox=[14, 1362, 202, 1503]
article-text: ΑΘΗΝΑΙ, 20. — Ό πρόεδρος τής κυβερνήσεως έπανέλαβε ότι ή κυβέρνησις θά άπαντήση είς τάς καταγγελίας καί ότι τό θέμα θά τεθή ένώπιον τής Βουλής, κατόπιν τής συνεδριάσεως τού υπουργικού συμβουλίου. Αί σχετικαί άνακοινώσεις έγένοντο άργά τήν νύκτα, έν συνεχεία δέ οί άρχηγοί τών κομμάτων έδήλωσαν ότι θά άπαντήσουν σήμερον. Ό κ. Βενιζέλος είπεν ότι ή ύπόθεσις πρέπει νά έξετασθή άπό συμβούλιον τιμής καί ότι ούδείς ύπάρχει λόγος άναβολής. Σχετικώς μέ τό ζήτημα αύτό, ένεργούνται έπαφαί μεταξύ τών άρμοδίων καί άναμένεται ότι θά ληφθούν άποφάσεις έντός τής ήμέρας. bbox=[917, 1491, 1161, 1600]
article-text: ΑΘΗΝΑΙ, 20. — Ό πρόεδρος τής κυβερνήσεως έπανέλαβε ότι ή κυβέρνησις θά άπαντήση είς τάς καταγγελίας καί ότι τό θέμα θά τεθή ένώπιον τής Βουλής, κατόπιν τής συνεδριάσεως τού υπουργικού συμβουλίου. Αί σχετικαί άνακοινώσεις έγένοντο άργά τήν νύκτα, έν συνεχεία δέ οί άρχηγοί τών κομμάτων έδήλωσαν ότι θά άπαντήσουν σήμερον. Ό κ. Βενιζέλος είπεν ότι ή ύπόθεσις πρέπει νά έξετασθή άπό συμβούλιον τιμής καί ότι ούδείς ύπάρχει λόγος άναβολής. Σχετικώς μέ τό ζήτημα αύτό, ένεργούνται έπαφαί μεταξύ τών άρμοδίων καί άναμένεται ότι θά ληφθούν άποφάσεις έντός τής ήμέρας. bbox=[917, 1344, 1161, 1452]
subheading: ΕΙΣ ΤΟ ΣΥΜΒΟΥΛΙΟΝ Η. Ε. bbox=[472, 987, 601, 999]
egypt-headline: ΟΙ ΕΛΛΗΝΕΣ ΤΗΣ ΑΙΓΥΠΤΟΥ ΕΠΙΦΥΛΑΚΤΙΚΟΙ ΑΝΑΜΕΝΟΥΝ ΝΑ ΜΕΤΑΒΛΗΘΟΥΝ ΕΙΣ ΠΡΑΞΕΙΣ ΑΙ ΔΟΘΕΙΣΑΙ ΥΠΟ ΤΟΥ ΝΑΣΣΕΡ ΥΠΟΣΧΕΣΕΙΣ bbox=[50, 866, 363, 965]
article-text: ΑΘΗΝΑΙ, 20. — Ό πρόεδρος τής κυβερνήσεως έπανέλαβε ότι ή κυβέρνησις θά άπαντήση είς τάς καταγγελίας καί ότι τό θέμα θά τεθή ένώπιον τής Βουλής, κατόπιν τής συνεδριάσεως τού υπουργικού συμβουλίου. Αί σχετικαί άνακοινώσεις έγένοντο άργά τήν νύκτα, έν συνεχεία δέ οί άρχηγοί τών κομμάτων έδήλωσαν ότι θά άπαντήσουν σήμερον. Ό κ. Βενιζέλος είπεν ότι ή ύπόθεσις πρέπει νά έξετασθή άπό συμβούλιον τιμής καί ότι ούδείς ύπάρχει λόγος άναβολής. Σχετικώς μέ τό ζήτημα αύτό, ένεργούνται έπαφαί μεταξύ τών άρμοδίων καί άναμένεται ότι θά ληφθούν άποφάσεις έντός τής ήμέρας. bbox=[917, 379, 1161, 487]
article-text: ΑΘΗΝΑΙ, 20. — Ό πρόεδρος τής κυβερνήσεως έπανέλαβε ότι ή κυβέρνησις θά άπαντήση είς τάς καταγγελίας καί ότι τό θέμα θά τεθή ένώπιον τής Βουλής, κατόπιν τής συνεδριάσεως τού υπουργικού συμβουλίου. Αί σχετικαί άνακοινώσεις έγένοντο άργά τήν νύκτα, έν συνεχεία δέ οί άρχηγοί τών κομμάτων έδήλωσαν ότι θά άπαντήσουν σήμερον. Ό κ. Βενιζέλος είπεν ότι ή ύπόθεσις πρέπει νά έξετασθή άπό συμβούλιον τιμής καί ότι ούδείς ύπάρχει λόγος άναβολής. Σχετικώς μέ τό ζήτημα αύτό, ένεργούνται έπαφαί μεταξύ τών άρμοδίων καί άναμένεται ότι θά ληφθούν άποφάσεις έντός τής ήμέρας. bbox=[1177, 1653, 1352, 1805]
brief-item: Η ΓΕΡΟΥΣΙΑ ΤΩΝ ΗΝΩΜΕΝΩΝ bbox=[463, 1943, 610, 1954]
peka-subheadline: ΑΝΕΥΡΕΘΗΣΑΝ ΕΙΣ ΑΜΜΟΧΩΣΤΟΝ ΟΒΙΔΕΣ bbox=[1195, 124, 1519, 142]
subheading: ΤΑ ΠΕΡΙ ΠΡΟΤΑΣΕΩΝ bbox=[736, 1368, 840, 1380]
hospitals-headline: 15 ΝΟΣΟΚΟΜΟΙ ΤΟΥ ΕΡΥΘΡΟΥ ΣΤΑΥΡΟΥ ΠΡΟΣΕΒΛΗΘΗΣΑΝ ΤΗΝ ΝΥΚΤΑ ΥΠΟ ΓΡΙΠΠΗΣ bbox=[1201, 1349, 1513, 1408]
divider bbox=[415, 1769, 1161, 1771]
subheading: ΤΟ ΣΥΜΦΩΝΟΝ ΒΑΓΔΑΤΗΣ bbox=[722, 511, 854, 523]
turkish-press-subtitle: Αί ύποδείξεις τής «Χουριέτ» bbox=[1271, 2035, 1443, 2051]
article-text: ΑΘΗΝΑΙ, 20. — Ό πρόεδρος τής κυβερνήσεως έπανέλαβε ότι ή κυβέρνησις θά άπαντήση είς τάς καταγγελίας καί ότι τό θέμα θά τεθή ένώπιον τής Βουλής, κατόπιν τής συνεδριάσεως τού υπουργικού συμβουλίου. Αί σχετικαί άνακοινώσεις έγένοντο άργά τήν νύκτα, έν συνεχεία δέ οί άρχηγοί τών κομμάτων έδήλωσαν ότι θά άπαντήσουν σήμερον. Ό κ. Βενιζέλος είπεν ότι ή ύπόθεσις πρέπει νά έξετασθή άπό συμβούλιον τιμής καί ότι ούδείς ύπάρχει λόγος άναβολής. Σχετικώς μέ τό ζήτημα αύτό, ένεργούνται έπαφαί μεταξύ τών άρμοδίων καί άναμένεται ότι θά ληφθούν άποφάσεις έντός τής ήμέρας. bbox=[14, 2081, 202, 2222]
menteres-headline: Ο ΜΕΝΤΕΡΕΣ ΣΥΝΩΜΙΛΗΣΕ ΜΕ ΤΟΝ ΠΡΕΣΒΕΥΤΗΝ ΤΩΝ ΗΝΩΜ. ΠΟΛΙΤΕΙΩΝ bbox=[420, 1437, 653, 1484]
article-text: ΑΘΗΝΑΙ, 20. — Ό πρόεδρος τής κυβερνήσεως έπανέλαβε ότι ή κυβέρνησις θά άπαντήση είς τάς καταγγελίας καί ότι τό θέμα θά τεθή ένώπιον τής Βουλής, κατόπιν τής συνεδριάσεως τού υπουργικού συμβουλίου. Αί σχετικαί άνακοινώσεις έγένοντο άργά τήν νύκτα, έν συνεχεία δέ οί άρχηγοί τών κομμάτων έδήλωσαν ότι θά άπαντήσουν σήμερον. Ό κ. Βενιζέλος είπεν ότι ή ύπόθεσις πρέπει νά έξετασθή άπό συμβούλιον τιμής καί ότι ούδείς ύπάρχει λόγος άναβολής. Σχετικώς μέ τό ζήτημα αύτό, ένεργούνται έπαφαί μεταξύ τών άρμοδίων καί άναμένεται ότι θά ληφθούν άποφάσεις έντός τής ήμέρας. bbox=[1177, 300, 1352, 452]
article-text: ΑΘΗΝΑΙ, 20. — Ό πρόεδρος τής κυβερνήσεως έπανέλαβε ότι ή κυβέρνησις θά άπαντήση είς τάς καταγγελίας καί ότι τό θέμα θά τεθή ένώπιον τής Βουλής, κατόπιν τής συνεδριάσεως τού υπουργικού συμβουλίου. Αί σχετικαί άνακοινώσεις έγένοντο άργά τήν νύκτα, έν συνεχεία δέ οί άρχηγοί τών κομμάτων έδήλωσαν ότι θά άπαντήσουν σήμερον. Ό κ. Βενιζέλος είπεν ότι ή ύπόθεσις πρέπει νά έξετασθή άπό συμβούλιον τιμής καί ότι ούδείς ύπάρχει λόγος άναβολής. Σχετικώς μέ τό ζήτημα αύτό, ένεργούνται έπαφαί μεταξύ τών άρμοδίων καί άναμένεται ότι θά ληφθούν άποφάσεις έντός τής ήμέρας. bbox=[917, 125, 1161, 233]
article-text: ΑΘΗΝΑΙ, 20. — Ό πρόεδρος τής κυβερνήσεως έπανέλαβε ότι ή κυβέρνησις θά άπαντήση είς τάς καταγγελίας καί ότι τό θέμα θά τεθή ένώπιον τής Βουλής, κατόπιν τής συνεδριάσεως τού υπουργικού συμβουλίου. Αί σχετικαί άνακοινώσεις έγένοντο άργά τήν νύκτα, έν συνεχεία δέ οί άρχηγοί τών κομμάτων έδήλωσαν ότι θά άπαντήσουν σήμερον. Ό κ. Βενιζέλος είπεν ότι ή ύπόθεσις πρέπει νά έξετασθή άπό συμβούλιον τιμής καί ότι ούδείς ύπάρχει λόγος άναβολής. Σχετικώς μέ τό ζήτημα αύτό, ένεργούνται έπαφαί μεταξύ τών άρμοδίων καί άναμένεται ότι θά ληφθούν άποφάσεις έντός τής ήμέρας. bbox=[211, 968, 399, 1108]
article-text: ΑΘΗΝΑΙ, 20. — Ό πρόεδρος τής κυβερνήσεως έπανέλαβε ότι ή κυβέρνησις θά άπαντήση είς τάς καταγγελίας καί ότι τό θέμα θά τεθή ένώπιον τής Βουλής, κατόπιν τής συνεδριάσεως τού υπουργικού συμβουλίου. Αί σχετικαί άνακοινώσεις έγένοντο άργά τήν νύκτα, έν συνεχεία δέ οί άρχηγοί τών κομμάτων έδήλωσαν ότι θά άπαντήσουν σήμερον. Ό κ. Βενιζέλος είπεν ότι ή ύπόθεσις πρέπει νά έξετασθή άπό συμβούλιον τιμής καί ότι ούδείς ύπάρχει λόγος άναβολής. Σχετικώς μέ τό ζήτημα αύτό, ένεργούνται έπαφαί μεταξύ τών άρμοδίων καί άναμένεται ότι θά ληφθούν άποφάσεις έντός τής ήμέρας. bbox=[1177, 1185, 1352, 1336]
subheading: ΣΥΝΕΧΕΙΑ bbox=[14, 516, 202, 527]
admiral-headline: ΙΤΑΛΟΣ ΝΑΥΑΡΧΟΣ ΑΝΗΡΠΑΓΗ ΑΠΟ ΤΑ ΚΥΜΑΤΑ bbox=[924, 1456, 1155, 1488]
subheading: ΕΠΙΦΥΛΑΚΤΙΚΟΙ ΟΙ ΕΛΛΗΝΕΣ bbox=[234, 1113, 377, 1125]
subheading: ΠΑΡΑΙΤΗΣΙΣ ΑΚΟΛΟΥΘΟΥ bbox=[725, 130, 851, 142]
masthead bbox=[1177, 14, 1537, 58]
tanker-headline: ΕΙΣ ΤΟ ΠΕΤΡΕΛΑΙΟΦΟΡΟΝ ΤΟΥ ΝΙΑΡΧΟΥ ΚΑΤΕΣΒΕΣΘΗ ΜΕΝ Η ΠΥΡΚΑ-Ι-Α ΑΛΛ' ΕΙΣΡΕΟΥΝ ΕΠΙΚΙΝΔΥΝΩΣ ΥΔΑΤΑ bbox=[1210, 513, 1504, 592]
article-text: ΑΘΗΝΑΙ, 20. — Ό πρόεδρος τής κυβερνήσεως έπανέλαβε ότι ή κυβέρνησις θά άπαντήση είς τάς καταγγελίας καί ότι τό θέμα θά τεθή ένώπιον τής Βουλής, κατόπιν τής συνεδριάσεως τού υπουργικού συμβουλίου. Αί σχετικαί άνακοινώσεις έγένοντο άργά τήν νύκτα, έν συνεχεία δέ οί άρχηγοί τών κομμάτων έδήλωσαν ότι θά άπαντήσουν σήμερον. Ό κ. Βενιζέλος είπεν ότι ή ύπόθεσις πρέπει νά έξετασθή άπό συμβούλιον τιμής καί ότι ούδείς ύπάρχει λόγος άναβολής. Σχετικώς μέ τό ζήτημα αύτό, ένεργούνται έπαφαί μεταξύ τών άρμοδίων καί άναμένεται ότι θά ληφθούν άποφάσεις έντός τής ήμέρας. bbox=[211, 296, 399, 436]
article-text: ΑΘΗΝΑΙ, 20. — Ό πρόεδρος τής κυβερνήσεως έπανέλαβε ότι ή κυβέρνησις θά άπαντήση είς τάς καταγγελίας καί ότι τό θέμα θά τεθή ένώπιον τής Βουλής, κατόπιν τής συνεδριάσεως τού υπουργικού συμβουλίου. Αί σχετικαί άνακοινώσεις έγένοντο άργά τήν νύκτα, έν συνεχεία δέ οί άρχηγοί τών κομμάτων έδήλωσαν ότι θά άπαντήσουν σήμερον. Ό κ. Βενιζέλος είπεν ότι ή ύπόθεσις πρέπει νά έξετασθή άπό συμβούλιον τιμής καί ότι ούδείς ύπάρχει λόγος άναβολής. Σχετικώς μέ τό ζήτημα αύτό, ένεργούνται έπαφαί μεταξύ τών άρμοδίων καί άναμένεται ότι θά ληφθούν άποφάσεις έντός τής ήμέρας. bbox=[666, 524, 910, 632]
alexander-head-emblem-icon bbox=[1463, 19, 1496, 52]
article-text: ΑΘΗΝΑΙ, 20. — Ό πρόεδρος τής κυβερνήσεως έπανέλαβε ότι ή κυβέρνησις θά άπαντήση είς τάς καταγγελίας καί ότι τό θέμα θά τεθή ένώπιον τής Βουλής, κατόπιν τής συνεδριάσεως τού υπουργικού συμβουλίου. Αί σχετικαί άνακοινώσεις έγένοντο άργά τήν νύκτα, έν συνεχεία δέ οί άρχηγοί τών κομμάτων έδήλωσαν ότι θά άπαντήσουν σήμερον. Ό κ. Βενιζέλος είπεν ότι ή ύπόθεσις πρέπει νά έξετασθή άπό συμβούλιον τιμής καί ότι ούδείς ύπάρχει λόγος άναβολής. Σχετικώς μέ τό ζήτημα αύτό, ένεργούνται έπαφαί μεταξύ τών άρμοδίων καί άναμένεται ότι θά ληφθούν άποφάσεις έντός τής ήμέρας. bbox=[14, 277, 202, 418]
article-text: ΑΘΗΝΑΙ, 20. — Ό πρόεδρος τής κυβερνήσεως έπανέλαβε ότι ή κυβέρνησις θά άπαντήση είς τάς καταγγελίας καί ότι τό θέμα θά τεθή ένώπιον τής Βουλής, κατόπιν τής συνεδριάσεως τού υπουργικού συμβουλίου. Αί σχετικαί άνακοινώσεις έγένοντο άργά τήν νύκτα, έν συνεχεία δέ οί άρχηγοί τών κομμάτων έδήλωσαν ότι θά άπαντήσουν σήμερον. Ό κ. Βενιζέλος είπεν ότι ή ύπόθεσις πρέπει νά έξετασθή άπό συμβούλιον τιμής καί ότι ούδείς ύπάρχει λόγος άναβολής. Σχετικώς μέ τό ζήτημα αύτό, ένεργούνται έπαφαί μεταξύ τών άρμοδίων καί άναμένεται ότι θά ληφθούν άποφάσεις έντός τής ήμέρας. bbox=[917, 506, 1161, 614]
italian-minister-headline: Ο ΙΤΑΛΟΣ ΥΦΥΠΟΥΡΓΟΣ ΤΩΝ ΕΞΩΤΕΡΙΚΩΝ ΕΙΣ ΤΟΝ ΚΑΝΑΔΑΝ bbox=[427, 1274, 646, 1322]
article-text: ΑΘΗΝΑΙ, 20. — Ό πρόεδρος τής κυβερνήσεως έπανέλαβε ότι ή κυβέρνησις θά άπαντήση είς τάς καταγγελίας καί ότι τό θέμα θά τεθή ένώπιον τής Βουλής, κατόπιν τής συνεδριάσεως τού υπουργικού συμβουλίου. Αί σχετικαί άνακοινώσεις έγένοντο άργά τήν νύκτα, έν συνεχεία δέ οί άρχηγοί τών κομμάτων έδήλωσαν ότι θά άπαντήσουν σήμερον. Ό κ. Βενιζέλος είπεν ότι ή ύπόθεσις πρέπει νά έξετασθή άπό συμβούλιον τιμής καί ότι ούδείς ύπάρχει λόγος άναβολής. Σχετικώς μέ τό ζήτημα αύτό, ένεργούνται έπαφαί μεταξύ τών άρμοδίων καί άναμένεται ότι θά ληφθούν άποφάσεις έντός τής ήμέρας. bbox=[14, 689, 202, 830]
article-text: ΑΘΗΝΑΙ, 20. — Ό πρόεδρος τής κυβερνήσεως έπανέλαβε ότι ή κυβέρνησις θά άπαντήση είς τάς καταγγελίας καί ότι τό θέμα θά τεθή ένώπιον τής Βουλής, κατόπιν τής συνεδριάσεως τού υπουργικού συμβουλίου. Αί σχετικαί άνακοινώσεις έγένοντο άργά τήν νύκτα, έν συνεχεία δέ οί άρχηγοί τών κομμάτων έδήλωσαν ότι θά άπαντήσουν σήμερον. Ό κ. Βενιζέλος είπεν ότι ή ύπόθεσις πρέπει νά έξετασθή άπό συμβούλιον τιμής καί ότι ούδείς ύπάρχει λόγος άναβολής. Σχετικώς μέ τό ζήτημα αύτό, ένεργούνται έπαφαί μεταξύ τών άρμοδίων καί άναμένεται ότι θά ληφθούν άποφάσεις έντός τής ήμέρας. bbox=[415, 1324, 659, 1433]
divider bbox=[14, 863, 399, 864]
divider bbox=[14, 838, 399, 840]
subheading: ΚΑΙ ΔΥΟ ΥΠΟΒΡΥΧΙΑ bbox=[738, 638, 839, 650]
subheading: ΚΑΤΑΔΙΚΗ ΜΑΘΗΤΟΥ bbox=[1398, 149, 1502, 161]
subheading: Η ΒΑΣΙΓΚΤΩΝ ΜΕΙΟΝΕΚΤΕΙ bbox=[721, 653, 855, 665]
subheading: ΔΕΚΑ ΑΠΟΣΤΡΑΤΕΥΣΕΙΣ bbox=[980, 365, 1098, 377]
article-text: ΑΘΗΝΑΙ, 20. — Ό πρόεδρος τής κυβερνήσεως έπανέλαβε ότι ή κυβέρνησις θά άπαντήση είς τάς καταγγελίας καί ότι τό θέμα θά τεθή ένώπιον τής Βουλής, κατόπιν τής συνεδριάσεως τού υπουργικού συμβουλίου. Αί σχετικαί άνακοινώσεις έγένοντο άργά τήν νύκτα, έν συνεχεία δέ οί άρχηγοί τών κομμάτων έδήλωσαν ότι θά άπαντήσουν σήμερον. Ό κ. Βενιζέλος είπεν ότι ή ύπόθεσις πρέπει νά έξετασθή άπό συμβούλιον τιμής καί ότι ούδείς ύπάρχει λόγος άναβολής. Σχετικώς μέ τό ζήτημα αύτό, ένεργούνται έπαφαί μεταξύ τών άρμοδίων καί άναμένεται ότι θά ληφθούν άποφάσεις έντός τής ήμέρας. bbox=[211, 1506, 399, 1647]
subheading: ΛΟΓΟΚΡΙΣΙΑ ΕΙΣ ΒΗΡΥΤΟΝ bbox=[471, 477, 602, 489]
brief-item: ΕΙΣ ΤΟ ΜΙΚΡΟΝ ΤΟΥ bbox=[990, 1943, 1090, 1954]
center-column bbox=[415, 14, 1161, 2247]
subheading: ΕΝΗΜΕΡΩΣΙΣ ΤΟΥ Κ. ΚΑΡΑΜΑΝΛΗ bbox=[23, 676, 192, 687]
article-text: ΑΘΗΝΑΙ, 20. — Ό πρόεδρος τής κυβερνήσεως έπανέλαβε ότι ή κυβέρνησις θά άπαντήση είς τάς καταγγελίας καί ότι τό θέμα θά τεθή ένώπιον τής Βουλής, κατόπιν τής συνεδριάσεως τού υπουργικού συμβουλίου. Αί σχετικαί άνακοινώσεις έγένοντο άργά τήν νύκτα, έν συνεχεία δέ οί άρχηγοί τών κομμάτων έδήλωσαν ότι θά άπαντήσουν σήμερον. Ό κ. Βενιζέλος είπεν ότι ή ύπόθεσις πρέπει νά έξετασθή άπό συμβούλιον τιμής καί ότι ούδείς ύπάρχει λόγος άναβολής. Σχετικώς μέ τό ζήτημα αύτό, ένεργούνται έπαφαί μεταξύ τών άρμοδίων καί άναμένεται ότι θά ληφθούν άποφάσεις έντός τής ήμέρας. bbox=[211, 151, 399, 292]
article-text: ΑΘΗΝΑΙ, 20. — Ό πρόεδρος τής κυβερνήσεως έπανέλαβε ότι ή κυβέρνησις θά άπαντήση είς τάς καταγγελίας καί ότι τό θέμα θά τεθή ένώπιον τής Βουλής, κατόπιν τής συνεδριάσεως τού υπουργικού συμβουλίου. Αί σχετικαί άνακοινώσεις έγένοντο άργά τήν νύκτα, έν συνεχεία δέ οί άρχηγοί τών κομμάτων έδήλωσαν ότι θά άπαντήσουν σήμερον. Ό κ. Βενιζέλος είπεν ότι ή ύπόθεσις πρέπει νά έξετασθή άπό συμβούλιον τιμής καί ότι ούδείς ύπάρχει λόγος άναβολής. Σχετικώς μέ τό ζήτημα αύτό, ένεργούνται έπαφαί μεταξύ τών άρμοδίων καί άναμένεται ότι θά ληφθούν άποφάσεις έντός τής ήμέρας. bbox=[1362, 2224, 1537, 2376]
article-text: ΑΘΗΝΑΙ, 20. — Ό πρόεδρος τής κυβερνήσεως έπανέλαβε ότι ή κυβέρνησις θά άπαντήση είς τάς καταγγελίας καί ότι τό θέμα θά τεθή ένώπιον τής Βουλής, κατόπιν τής συνεδριάσεως τού υπουργικού συμβουλίου. Αί σχετικαί άνακοινώσεις έγένοντο άργά τήν νύκτα, έν συνεχεία δέ οί άρχηγοί τών κομμάτων έδήλωσαν ότι θά άπαντήσουν σήμερον. Ό κ. Βενιζέλος είπεν ότι ή ύπόθεσις πρέπει νά έξετασθή άπό συμβούλιον τιμής καί ότι ούδείς ύπάρχει λόγος άναβολής. Σχετικώς μέ τό ζήτημα αύτό, ένεργούνται έπαφαί μεταξύ τών άρμοδίων καί άναμένεται ότι θά ληφθούν άποφάσεις έντός τής ήμέρας. bbox=[1177, 595, 1352, 746]
subheading: ΑΙ ΓΑΙΑΙ bbox=[1246, 2210, 1283, 2222]
pravda-headline: «ΠΡΑΒΔΑ» ΕΠΙΘΕΣΙΣ ΕΝΑΝΤΙΟΝ ΤΟΥ ΜΑΛΕΝΚΩΦ bbox=[416, 1599, 657, 1632]
subheading: ΕΙΣ ΤΗΝ ΑΓΓΛΙΑΝ bbox=[1408, 1435, 1492, 1446]
column-rule bbox=[407, 14, 408, 2247]
subheading: ΣΗΜΕΡΟΝ ΘΑ ΔΟΘΗ ΑΠΑΝΤΗΣΙΣ bbox=[225, 656, 386, 668]
turkish-press-headline: ΕΞΑΚΟΛΟΥΘΕΙ Ο ΤΟΥΡΚΙΚΟΣ ΤΥΠΟΣ ΝΑ ΔΗΜΟΣΙΕΥΗ ΑΝΘΕΛΛΗΝΙΚΑΣ ΠΕΡΙ ΤΟΥΡΚΩΝ Δ. ΘΡΑΚΗΣ ΙΣΤΟΡΙΑΣ bbox=[1179, 1972, 1535, 2032]
subheading: ΤΟ ΣΗΜΑ ΚΙΝΔΥΝΟΥ bbox=[1400, 600, 1500, 611]
divider bbox=[415, 868, 1161, 870]
alexander-head-emblem-icon bbox=[1219, 19, 1251, 52]
article-text: ΑΘΗΝΑΙ, 20. — Ό πρόεδρος τής κυβερνήσεως έπανέλαβε ότι ή κυβέρνησις θά άπαντήση είς τάς καταγγελίας καί ότι τό θέμα θά τεθή ένώπιον τής Βουλής, κατόπιν τής συνεδριάσεως τού υπουργικού συμβουλίου. Αί σχετικαί άνακοινώσεις έγένοντο άργά τήν νύκτα, έν συνεχεία δέ οί άρχηγοί τών κομμάτων έδήλωσαν ότι θά άπαντήσουν σήμερον. Ό κ. Βενιζέλος είπεν ότι ή ύπόθεσις πρέπει νά έξετασθή άπό συμβούλιον τιμής καί ότι ούδείς ύπάρχει λόγος άναβολής. Σχετικώς μέ τό ζήτημα αύτό, ένεργούνται έπαφαί μεταξύ τών άρμοδίων καί άναμένεται ότι θά ληφθούν άποφάσεις έντός τής ήμέρας. bbox=[1362, 163, 1537, 315]
article-text: ΑΘΗΝΑΙ, 20. — Ό πρόεδρος τής κυβερνήσεως έπανέλαβε ότι ή κυβέρνησις θά άπαντήση είς τάς καταγγελίας καί ότι τό θέμα θά τεθή ένώπιον τής Βουλής, κατόπιν τής συνεδριάσεως τού υπουργικού συμβουλίου. Αί σχετικαί άνακοινώσεις έγένοντο άργά τήν νύκτα, έν συνεχεία δέ οί άρχηγοί τών κομμάτων έδήλωσαν ότι θά άπαντήσουν σήμερον. Ό κ. Βενιζέλος είπεν ότι ή ύπόθεσις πρέπει νά έξετασθή άπό συμβούλιον τιμής καί ότι ούδείς ύπάρχει λόγος άναβολής. Σχετικώς μέ τό ζήτημα αύτό, ένεργούνται έπαφαί μεταξύ τών άρμοδίων καί άναμένεται ότι θά ληφθούν άποφάσεις έντός τής ήμέρας. bbox=[917, 252, 1161, 360]
masthead-title: ΜΑΚΕΔΟΝΙΑ bbox=[1258, 19, 1456, 51]
subheading: ΑΠΑΝΤΑ Ο Κ. ΒΕΝΙΖΕΛΟΣ bbox=[243, 138, 367, 149]
brief-item: ΑΝΑΤΟΛΙΚΗΣ ΤΗΣ ΓΑΖΗΣ bbox=[727, 1943, 849, 1954]
article-text: ΑΘΗΝΑΙ, 20. — Ό πρόεδρος τής κυβερνήσεως έπανέλαβε ότι ή κυβέρνησις θά άπαντήση είς τάς καταγγελίας καί ότι τό θέμα θά τεθή ένώπιον τής Βουλής, κατόπιν τής συνεδριάσεως τού υπουργικού συμβουλίου. Αί σχετικαί άνακοινώσεις έγένοντο άργά τήν νύκτα, έν συνεχεία δέ οί άρχηγοί τών κομμάτων έδήλωσαν ότι θά άπαντήσουν σήμερον. Ό κ. Βενιζέλος είπεν ότι ή ύπόθεσις πρέπει νά έξετασθή άπό συμβούλιον τιμής καί ότι ούδείς ύπάρχει λόγος άναβολής. Σχετικώς μέ τό ζήτημα αύτό, ένεργούνται έπαφαί μεταξύ τών άρμοδίων καί άναμένεται ότι θά ληφθούν άποφάσεις έντός τής ήμέρας. bbox=[211, 1362, 399, 1503]
article-text: ΑΘΗΝΑΙ, 20. — Ό πρόεδρος τής κυβερνήσεως έπανέλαβε ότι ή κυβέρνησις θά άπαντήση είς τάς καταγγελίας καί ότι τό θέμα θά τεθή ένώπιον τής Βουλής, κατόπιν τής συνεδριάσεως τού υπουργικού συμβουλίου. Αί σχετικαί άνακοινώσεις έγένοντο άργά τήν νύκτα, έν συνεχεία δέ οί άρχηγοί τών κομμάτων έδήλωσαν ότι θά άπαντήσουν σήμερον. Ό κ. Βενιζέλος είπεν ότι ή ύπόθεσις πρέπει νά έξετασθή άπό συμβούλιον τιμής καί ότι ούδείς ύπάρχει λόγος άναβολής. Σχετικώς μέ τό ζήτημα αύτό, ένεργούνται έπαφαί μεταξύ τών άρμοδίων καί άναμένεται ότι θά ληφθούν άποφάσεις έντός τής ήμέρας. bbox=[415, 1487, 659, 1596]
article-text: ΑΘΗΝΑΙ, 20. — Ό πρόεδρος τής κυβερνήσεως έπανέλαβε ότι ή κυβέρνησις θά άπαντήση είς τάς καταγγελίας καί ότι τό θέμα θά τεθή ένώπιον τής Βουλής, κατόπιν τής συνεδριάσεως τού υπουργικού συμβουλίου. Αί σχετικαί άνακοινώσεις έγένοντο άργά τήν νύκτα, έν συνεχεία δέ οί άρχηγοί τών κομμάτων έδήλωσαν ότι θά άπαντήσουν σήμερον. Ό κ. Βενιζέλος είπεν ότι ή ύπόθεσις πρέπει νά έξετασθή άπό συμβούλιον τιμής καί ότι ούδείς ύπάρχει λόγος άναβολής. Σχετικώς μέ τό ζήτημα αύτό, ένεργούνται έπαφαί μεταξύ τών άρμοδίων καί άναμένεται ότι θά ληφθούν άποφάσεις έντός τής ήμέρας. bbox=[666, 1127, 910, 1236]
subheading: ΠΡΟΚΛΗΣΙΣ ΚΑΤΑ ΤΟΥ ΔΟΓΜΑΤΟΣ bbox=[956, 746, 1123, 758]
subheading: ΠΥΡΚΑ-Ι-Α ΕΙΣ ΔΑΣΟΣ bbox=[1396, 320, 1504, 332]
article-text: ΑΘΗΝΑΙ, 20. — Ό πρόεδρος τής κυβερνήσεως έπανέλαβε ότι ή κυβέρνησις θά άπαντήση είς τάς καταγγελίας καί ότι τό θέμα θά τεθή ένώπιον τής Βουλής, κατόπιν τής συνεδριάσεως τού υπουργικού συμβουλίου. Αί σχετικαί άνακοινώσεις έγένοντο άργά τήν νύκτα, έν συνεχεία δέ οί άρχηγοί τών κομμάτων έδήλωσαν ότι θά άπαντήσουν σήμερον. Ό κ. Βενιζέλος είπεν ότι ή ύπόθεσις πρέπει νά έξετασθή άπό συμβούλιον τιμής καί ότι ούδείς ύπάρχει λόγος άναβολής. Σχετικώς μέ τό ζήτημα αύτό, ένεργούνται έπαφαί μεταξύ τών άρμοδίων καί άναμένεται ότι θά ληφθούν άποφάσεις έντός τής ήμέρας. bbox=[1177, 1030, 1352, 1182]
agri-news-headline: ΓΕΩΡΓΙΚΑΙ ΕΙΔΗΣΕΙΣ bbox=[1245, 1616, 1470, 1641]
article-text: ΑΘΗΝΑΙ, 20. — Ό πρόεδρος τής κυβερνήσεως έπανέλαβε ότι ή κυβέρνησις θά άπαντήση είς τάς καταγγελίας καί ότι τό θέμα θά τεθή ένώπιον τής Βουλής, κατόπιν τής συνεδριάσεως τού υπουργικού συμβουλίου. Αί σχετικαί άνακοινώσεις έγένοντο άργά τήν νύκτα, έν συνεχεία δέ οί άρχηγοί τών κομμάτων έδήλωσαν ότι θά άπαντήσουν σήμερον. Ό κ. Βενιζέλος είπεν ότι ή ύπόθεσις πρέπει νά έξετασθή άπό συμβούλιον τιμής καί ότι ούδείς ύπάρχει λόγος άναβολής. Σχετικώς μέ τό ζήτημα αύτό, ένεργούνται έπαφαί μεταξύ τών άρμοδίων καί άναμένεται ότι θά ληφθούν άποφάσεις έντός τής ήμέρας. bbox=[415, 873, 659, 982]
article-text: ΑΘΗΝΑΙ, 20. — Ό πρόεδρος τής κυβερνήσεως έπανέλαβε ότι ή κυβέρνησις θά άπαντήση είς τάς καταγγελίας καί ότι τό θέμα θά τεθή ένώπιον τής Βουλής, κατόπιν τής συνεδριάσεως τού υπουργικού συμβουλίου. Αί σχετικαί άνακοινώσεις έγένοντο άργά τήν νύκτα, έν συνεχεία δέ οί άρχηγοί τών κομμάτων έδήλωσαν ότι θά άπαντήσουν σήμερον. Ό κ. Βενιζέλος είπεν ότι ή ύπόθεσις πρέπει νά έξετασθή άπό συμβούλιον τιμής καί ότι ούδείς ύπάρχει λόγος άναβολής. Σχετικώς μέ τό ζήτημα αύτό, ένεργούνται έπαφαί μεταξύ τών άρμοδίων καί άναμένεται ότι θά ληφθούν άποφάσεις έντός τής ήμέρας. bbox=[666, 397, 910, 505]
subheading: ΡΩΣΣΙΚΑ ΣΦΑΙΡΙΔΙΑ bbox=[740, 384, 837, 396]
article-text: ΑΘΗΝΑΙ, 20. — Ό πρόεδρος τής κυβερνήσεως έπανέλαβε ότι ή κυβέρνησις θά άπαντήση είς τάς καταγγελίας καί ότι τό θέμα θά τεθή ένώπιον τής Βουλής, κατόπιν τής συνεδριάσεως τού υπουργικού συμβουλίου. Αί σχετικαί άνακοινώσεις έγένοντο άργά τήν νύκτα, έν συνεχεία δέ οί άρχηγοί τών κομμάτων έδήλωσαν ότι θά άπαντήσουν σήμερον. Ό κ. Βενιζέλος είπεν ότι ή ύπόθεσις πρέπει νά έξετασθή άπό συμβούλιον τιμής καί ότι ούδείς ύπάρχει λόγος άναβολής. Σχετικώς μέ τό ζήτημα αύτό, ένεργούνται έπαφαί μεταξύ τών άρμοδίων καί άναμένεται ότι θά ληφθούν άποφάσεις έντός τής ήμέρας. bbox=[415, 364, 659, 471]
divider bbox=[14, 1276, 399, 1278]
article-text: ΑΘΗΝΑΙ, 20. — Ό πρόεδρος τής κυβερνήσεως έπανέλαβε ότι ή κυβέρνησις θά άπαντήση είς τάς καταγγελίας καί ότι τό θέμα θά τεθή ένώπιον τής Βουλής, κατόπιν τής συνεδριάσεως τού υπουργικού συμβουλίου. Αί σχετικαί άνακοινώσεις έγένοντο άργά τήν νύκτα, έν συνεχεία δέ οί άρχηγοί τών κομμάτων έδήλωσαν ότι θά άπαντήσουν σήμερον. Ό κ. Βενιζέλος είπεν ότι ή ύπόθεσις πρέπει νά έξετασθή άπό συμβούλιον τιμής καί ότι ούδείς ύπάρχει λόγος άναβολής. Σχετικώς μέ τό ζήτημα αύτό, ένεργούνται έπαφαί μεταξύ τών άρμοδίων καί άναμένεται ότι θά ληφθούν άποφάσεις έντός τής ήμέρας. bbox=[666, 270, 910, 378]
mexico-subtitle: Αι ολεθριώτεραι δονήσεις άνω τής ύψηλίου bbox=[75, 2062, 338, 2079]
article-text: ΑΘΗΝΑΙ, 20. — Ό πρόεδρος τής κυβερνήσεως έπανέλαβε ότι ή κυβέρνησις θά άπαντήση είς τάς καταγγελίας καί ότι τό θέμα θά τεθή ένώπιον τής Βουλής, κατόπιν τής συνεδριάσεως τού υπουργικού συμβουλίου. Αί σχετικαί άνακοινώσεις έγένοντο άργά τήν νύκτα, έν συνεχεία δέ οί άρχηγοί τών κομμάτων έδήλωσαν ότι θά άπαντήσουν σήμερον. Ό κ. Βενιζέλος είπεν ότι ή ύπόθεσις πρέπει νά έξετασθή άπό συμβούλιον τιμής καί ότι ούδείς ύπάρχει λόγος άναβολής. Σχετικώς μέ τό ζήτημα αύτό, ένεργούνται έπαφαί μεταξύ τών άρμοδίων καί άναμένεται ότι θά ληφθούν άποφάσεις έντός τής ήμέρας. bbox=[211, 510, 399, 651]
article-text: ΑΘΗΝΑΙ, 20. — Ό πρόεδρος τής κυβερνήσεως έπανέλαβε ότι ή κυβέρνησις θά άπαντήση είς τάς καταγγελίας καί ότι τό θέμα θά τεθή ένώπιον τής Βουλής, κατόπιν τής συνεδριάσεως τού υπουργικού συμβουλίου. Αί σχετικαί άνακοινώσεις έγένοντο άργά τήν νύκτα, έν συνεχεία δέ οί άρχηγοί τών κομμάτων έδήλωσαν ότι θά άπαντήσουν σήμερον. Ό κ. Βενιζέλος είπεν ότι ή ύπόθεσις πρέπει νά έξετασθή άπό συμβούλιον τιμής καί ότι ούδείς ύπάρχει λόγος άναβολής. Σχετικώς μέ τό ζήτημα αύτό, ένεργούνται έπαφαί μεταξύ τών άρμοδίων καί άναμένεται ότι θά ληφθούν άποφάσεις έντός τής ήμέρας. bbox=[415, 1817, 783, 1892]
